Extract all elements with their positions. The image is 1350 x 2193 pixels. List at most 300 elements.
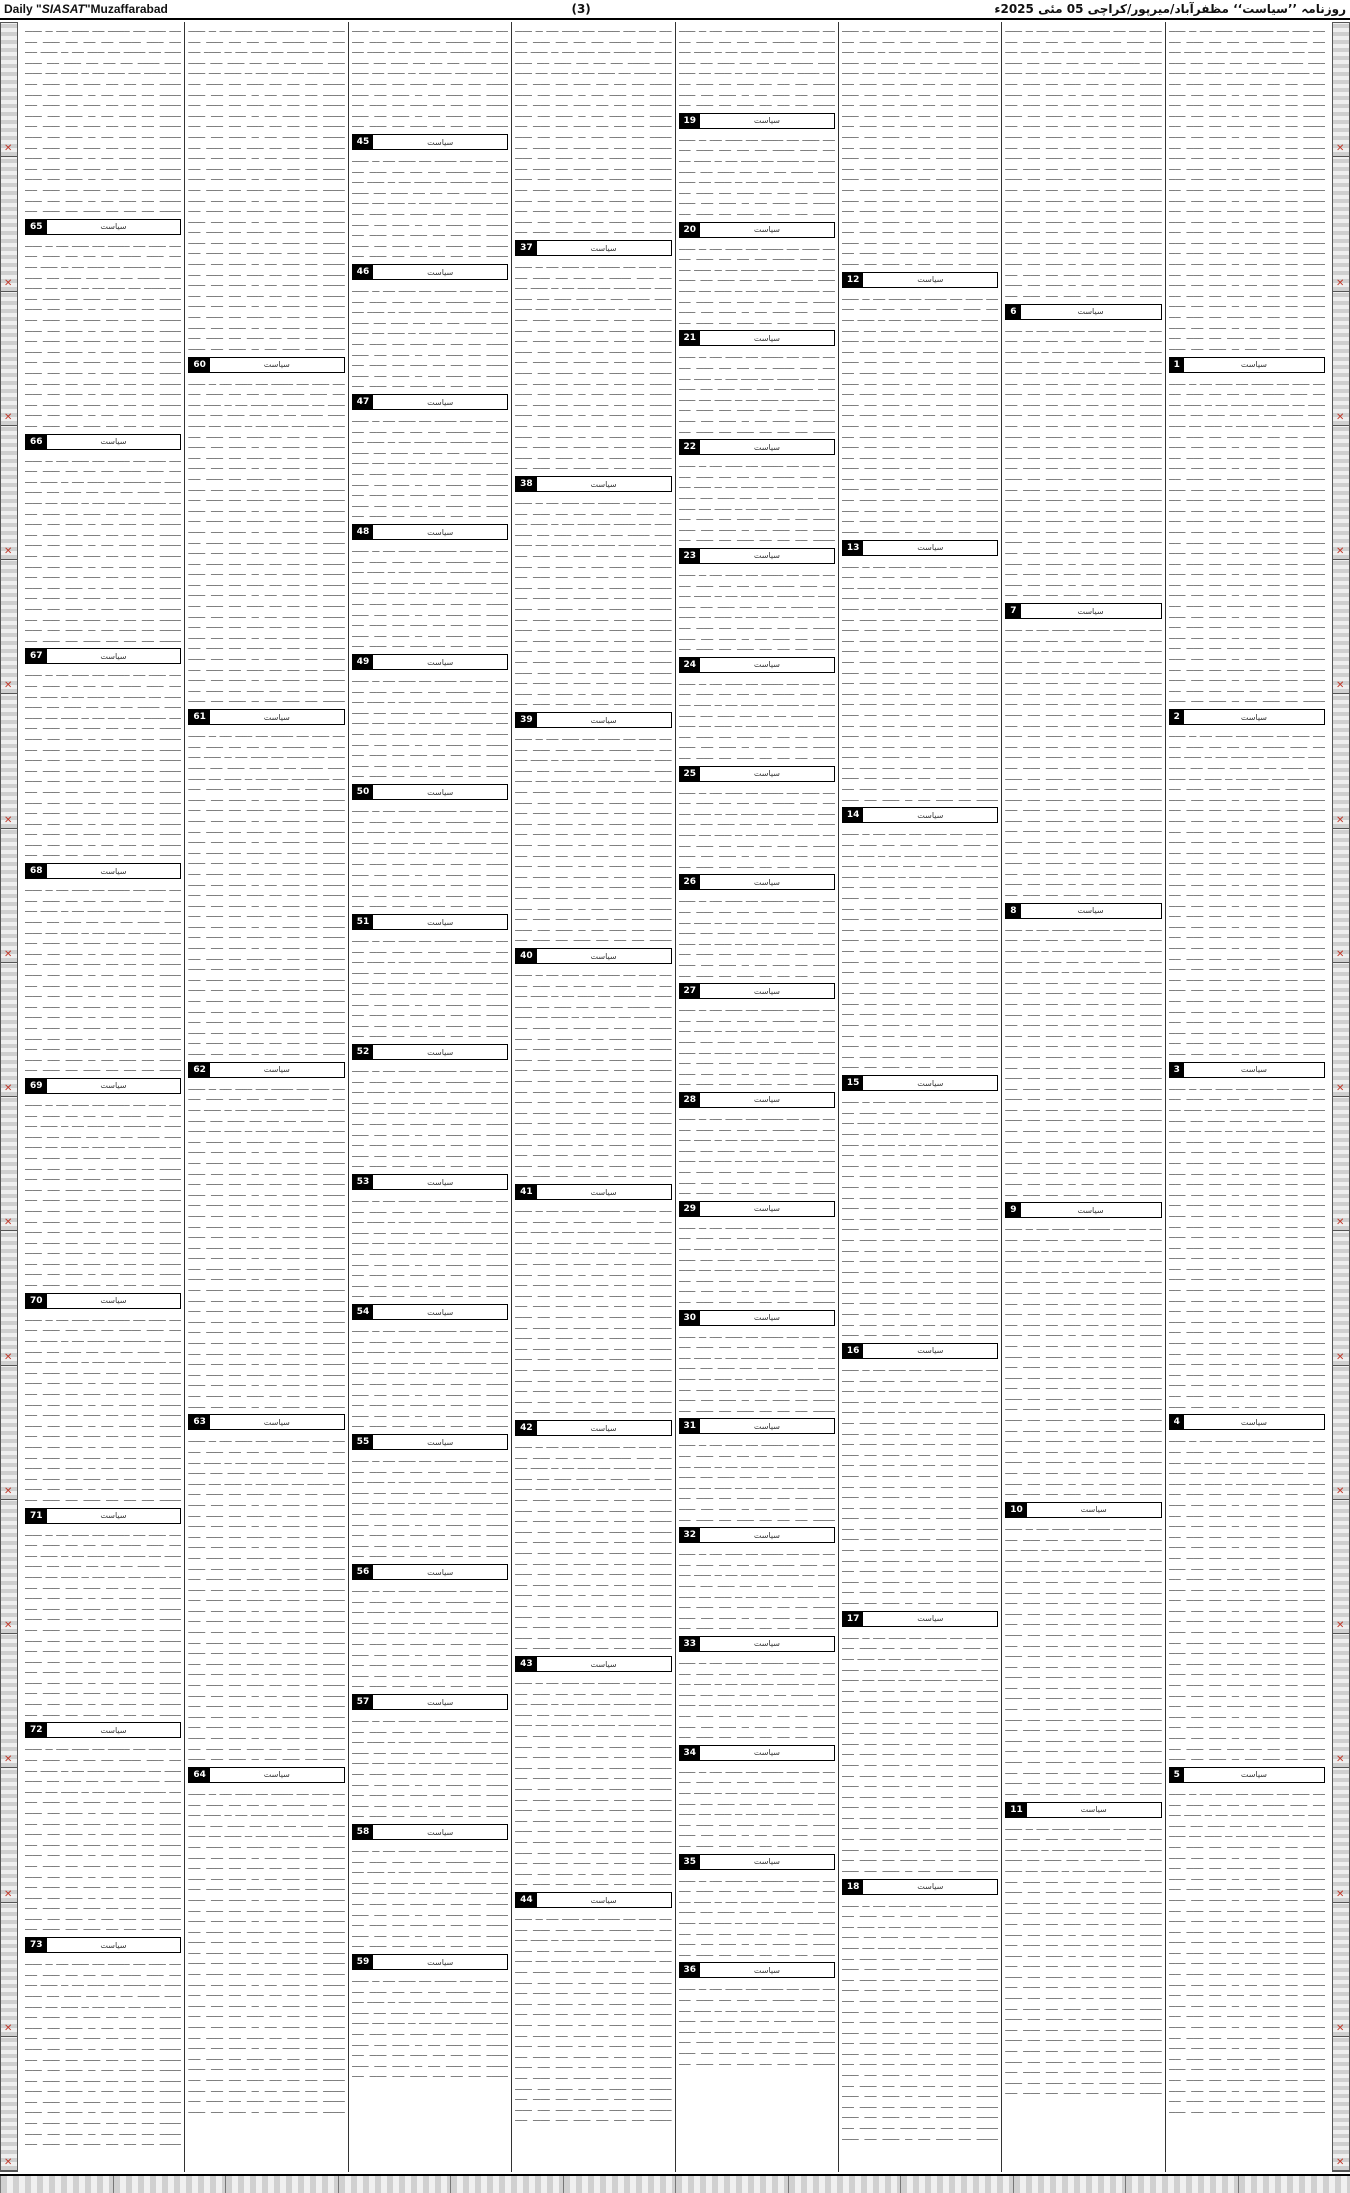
- tag-brand-mark: سیاست: [47, 1296, 181, 1305]
- article-number: 68: [26, 864, 47, 878]
- right-decorative-rail: [1332, 22, 1350, 2172]
- text-column: [184, 22, 347, 2172]
- body-text-placeholder: ـــــ ـــــــ ـــــ ـــــــــ ـــــ ـــــــ ـــــ ـــ ـــــــ ـــــ ـــــــ ـــــــــ ـــــ ـــــ ـــــ ـــــــ ـــــ ـــــــ ـــــ ـــــــــ ـــــ ـــــــ ـــــ ـــ ـــــــ ـــــ ـــــــ ـــــــــ ـــــ ـــــ ـــــ ـــــــ ـــــ ـــــــ ـــــ ـــــــــ ـــــ ـــــــ ـــــ ـــ ـــــــ ـــــ ـــــــ ـــــــــ ـــــ ـــــ ـــــ ـــــــ ـــــ ـــــــ ـــــ ـــــــــ ـــــ ـــــــ ـــــ ـــ ـــــــ ـــــ ـــــــ ـــــــــ ـــــ ـــــ ـــــ ـــــــ ـــــ ـــــــ ـــــ ـــــــــ ـــــ ـــــــ ـــــ ـــ ـــــــ ـــــ ـــــــ ـــــــــ ـــــ ـــــ ـــــ ـــــــ ـــــ ـــــــ ـــــ ـــــــــ ـــــ ـــــــ ـــــ ـــ ـــــــ ـــــ ـــــــ ـــــــــ ـــــ ـــــ ـــــ ـــــــ ـــــ ـــــــ ـــــ ـــــــــ ـــــ ـــــــ ـــــ ـــ ـــــــ ـــــ ـــــــ ـــــــــ ـــــ ـــــ ـــــ ـــــــ ـــــ ـــــــ ـــــ ـــــــــ ـــــ ـــــــ ـــــ ـــ ـــــــ ـــــ ـــــــ ـــــــــ ـــــ ـــــ ـــــ ـــــــ ـــــ ـــــــ ـــــ ـــــــــ ـــــ ـــــــ ـــــ ـــ ـــــــ ـــــ ـــــــ ـــــــــ ـــــ ـــــ ـــــ ـــــــ ـــــ ـــــــ ـــــ ـــــــــ ـــــ ـــــــ ـــــ ـــ ـــــــ ـــــ ـــــــ ـــــــــ ـــــ ـــــ ـــــ ـــــــ ـــــ ـــــــ ـــــ ـــــــــ ـــــ ـــــــ ـــــ ـــ ـــــــ ـــــ ـــــــ ـــــــــ ـــــ ـــــ ـــــ ـــــــ ـــــ ـــــــ ـــــ ـــــــــ ـــــ ـــــــ ـــــ ـــ ـــــــ ـــــ ـــــــ ـــــــــ ـــــ ـــــ ـــــ ـــــــ ـــــ ـــــــ ـــــ ـــــــــ ـــــ ـــــــ ـــــ ـــ ـــــــ ـــــ ـــــــ ـــــــــ ـــــ ـــــ ـــــ ـــــــ ـــــ ـــــــ ـــــ ـــــــــ ـــــ ـــــــ ـــــ ـــ ـــــــ ـــــ ـــــــ ـــــــــ ـــــ ـــــ ـــــ ـــــــ ـــــ ـــــــ ـــــ ـــــــــ ـــــ ـــــــ ـــــ ـــ ـــــــ ـــــ ـــــــ ـــــــــ ـــــ ـــــ ـــــ ـــــــ ـــــ ـــــــ ـــــ ـــــــــ ـــــ ـــــــ ـــــ ـــ ـــــــ ـــــ ـــــــ: [188, 24, 344, 353]
- tag-brand-mark: سیاست: [1184, 360, 1324, 369]
- article-number-tag: [352, 1174, 508, 1190]
- article-number-tag: [352, 524, 508, 540]
- body-text-placeholder: ـــــ ـــــــ ـــــ ـــــــــ ـــــ ـــــــ ـــــ ـــ ـــــــ ـــــ ـــــــ ـــــــــ ـــــ ـــــ ـــــ ـــــــ ـــــ ـــــــ ـــــ ـــــــــ ـــــ ـــــــ ـــــ ـــ ـــــــ ـــــ ـــــــ ـــــــــ ـــــ ـــــ ـــــ ـــــــ ـــــ ـــــــ ـــــ ـــــــــ ـــــ ـــــــ ـــــ ـــ ـــــــ ـــــ ـــــــ ـــــــــ ـــــ ـــــ ـــــ ـــــــ ـــــ ـــــــ ـــــ ـــــــــ ـــــ ـــــــ ـــــ ـــ ـــــــ ـــــ ـــــــ ـــــــــ ـــــ ـــــ ـــــ ـــــــ ـــــ ـــــــ ـــــ ـــــــــ ـــــ ـــــــ ـــــ ـــ ـــــــ ـــــ ـــــــ ـــــــــ ـــــ ـــــ ـــــ ـــــــ ـــــ ـــــــ ـــــ: [352, 1714, 508, 1820]
- tag-brand-mark: سیاست: [47, 1081, 181, 1090]
- article-number: 3: [1170, 1063, 1184, 1077]
- tag-brand-mark: سیاست: [700, 551, 834, 560]
- article-number: 51: [353, 915, 374, 929]
- article-number-tag: [515, 1892, 671, 1908]
- column-grid: [22, 22, 1328, 2172]
- article-number: 41: [516, 1185, 537, 1199]
- footer-segment: [788, 2176, 901, 2193]
- tag-brand-mark: سیاست: [700, 1857, 834, 1866]
- article-number: 73: [26, 1938, 47, 1952]
- tag-brand-mark: سیاست: [373, 1308, 507, 1317]
- article-number-tag: [515, 948, 671, 964]
- article-number: 33: [680, 1637, 701, 1651]
- masthead-prefix: Daily ": [4, 2, 42, 16]
- article-number: 72: [26, 1723, 47, 1737]
- rail-segment: [1, 560, 17, 694]
- tag-brand-mark: سیاست: [1184, 713, 1324, 722]
- text-column: [675, 22, 838, 2172]
- rail-segment: [1, 1768, 17, 1902]
- masthead-bar: [0, 0, 1350, 20]
- article-number-tag: [25, 1078, 181, 1094]
- tag-brand-mark: سیاست: [47, 1726, 181, 1735]
- tag-brand-mark: سیاست: [1027, 1805, 1161, 1814]
- body-text-placeholder: ـــــ ـــــــ ـــــ ـــــــــ ـــــ ـــــــ ـــــ ـــ ـــــــ ـــــ ـــــــ ـــــــــ ـــــ ـــــ ـــــ ـــــــ ـــــ ـــــــ ـــــ ـــــــــ ـــــ ـــــــ ـــــ ـــ ـــــــ ـــــ ـــــــ ـــــــــ ـــــ ـــــ ـــــ ـــــــ ـــــ ـــــــ ـــــ ـــــــــ ـــــ ـــــــ ـــــ ـــ ـــــــ ـــــ ـــــــ ـــــــــ ـــــ ـــــ ـــــ ـــــــ ـــــ ـــــــ ـــــ ـــــــــ ـــــ ـــــــ ـــــ ـــ ـــــــ ـــــ ـــــــ ـــــــــ ـــــ ـــــ ـــــ ـــــــ ـــــ ـــــــ ـــــ ـــــــــ ـــــ ـــــــ ـــــ ـــ ـــــــ ـــــ ـــــــ ـــــــــ ـــــ ـــــ ـــــ ـــــــ ـــــ ـــــــ ـــــ ـــــــــ ـــــ ـــــــ ـــــ ـــ ـــــــ ـــــ ـــــــ ـــــــــ ـــــ ـــــ ـــــ ـــــــ ـــــ ـــــــ ـــــ ـــــــــ ـــــ ـــــــ ـــــ ـــ ـــــــ ـــــ ـــــــ ـــــــــ ـــــ ـــــ ـــــ ـــــــ ـــــ ـــــــ ـــــ ـــــــــ ـــــ ـــــــ ـــــ ـــ ـــــــ ـــــ ـــــــ ـــــــــ ـــــ ـــــ ـــــ ـــــــ ـــــ ـــــــ ـــــ ـــــــــ ـــــ ـــــــ ـــــ ـــ ـــــــ ـــــ ـــــــ ـــــــــ ـــــ ـــــ ـــــ ـــــــ ـــــ ـــــــ ـــــ: [25, 1957, 181, 2148]
- article-number: 23: [680, 549, 701, 563]
- body-text-placeholder: ـــــ ـــــــ ـــــ ـــــــــ ـــــ ـــــــ ـــــ ـــ ـــــــ ـــــ ـــــــ ـــــــــ ـــــ ـــــ ـــــ ـــــــ ـــــ ـــــــ ـــــ ـــــــــ ـــــ ـــــــ ـــــ ـــ ـــــــ ـــــ ـــــــ ـــــــــ ـــــ ـــــ ـــــ ـــــــ ـــــ ـــــــ ـــــ ـــــــــ ـــــ ـــــــ ـــــ ـــ ـــــــ ـــــ ـــــــ ـــــــــ ـــــ ـــــ ـــــ ـــــــ ـــــ ـــــــ ـــــ ـــــــــ ـــــ ـــــــ ـــــ ـــ ـــــــ ـــــ ـــــــ ـــــــــ ـــــ ـــــ ـــــ ـــــــ ـــــ ـــــــ ـــــ ـــــــــ ـــــ ـــــــ ـــــ ـــ ـــــــ ـــــ ـــــــ ـــــــــ ـــــ ـــــ ـــــ ـــــــ ـــــ ـــــــ ـــــ ـــــــــ ـــــ ـــــــ ـــــ ـــ ـــــــ ـــــ ـــــــ ـــــــــ ـــــ ـــــ ـــــ ـــــــ ـــــ ـــــــ ـــــ ـــــــــ ـــــ ـــــــ ـــــ ـــ ـــــــ ـــــ ـــــــ ـــــــــ ـــــ ـــــ ـــــ ـــــــ ـــــ ـــــــ ـــــ ـــــــــ ـــــ ـــــــ ـــــ ـــ ـــــــ ـــــ ـــــــ ـــــــــ ـــــ ـــــ ـــــ ـــــــ ـــــ ـــــــ ـــــ ـــــــــ ـــــ ـــــــ ـــــ ـــ ـــــــ ـــــ ـــــــ ـــــــــ ـــــ ـــــ ـــــ ـــــــ ـــــ ـــــــ ـــــ ـــــــــ ـــــ ـــــــ ـــــ ـــ ـــــــ ـــــ ـــــــ ـــــــــ ـــــ ـــــ ـــــ ـــــــ ـــــ ـــــــ ـــــ ـــــــــ ـــــ ـــــــ ـــــ ـــ ـــــــ ـــــ ـــــــ ـــــــــ ـــــ ـــــ ـــــ ـــــــ ـــــ ـــــــ ـــــ ـــــــــ ـــــ ـــــــ ـــــ ـــ ـــــــ ـــــ ـــــــ: [842, 1095, 998, 1339]
- tag-brand-mark: سیاست: [1184, 1770, 1324, 1779]
- tag-brand-mark: سیاست: [700, 443, 834, 452]
- article-number-tag: [679, 1092, 835, 1108]
- article-number: 14: [843, 808, 864, 822]
- article-number: 32: [680, 1528, 701, 1542]
- rail-segment: [1, 23, 17, 157]
- masthead-brand: SIASAT: [42, 2, 85, 16]
- article-number-tag: [1169, 709, 1325, 725]
- body-text-placeholder: ـــــ ـــــــ ـــــ ـــــــــ ـــــ ـــــــ ـــــ ـــ ـــــــ ـــــ ـــــــ ـــــــــ ـــــ ـــــ ـــــ ـــــــ ـــــ ـــــــ ـــــ ـــــــــ ـــــ ـــــــ ـــــ ـــ ـــــــ ـــــ ـــــــ ـــــــــ ـــــ ـــــ ـــــ ـــــــ ـــــ ـــــــ ـــــ ـــــــــ ـــــ ـــــــ ـــــ ـــ ـــــــ ـــــ ـــــــ ـــــــــ ـــــ ـــــ ـــــ ـــــــ ـــــ ـــــــ ـــــ ـــــــــ ـــــ ـــــــ ـــــ ـــ ـــــــ ـــــ ـــــــ ـــــــــ ـــــ ـــــ ـــــ ـــــــ ـــــ ـــــــ ـــــ: [679, 1003, 835, 1088]
- article-number-tag: [352, 394, 508, 410]
- body-text-placeholder: ـــــ ـــــــ ـــــ ـــــــــ ـــــ ـــــــ ـــــ ـــ ـــــــ ـــــ ـــــــ ـــــــــ ـــــ ـــــ ـــــ ـــــــ ـــــ ـــــــ ـــــ ـــــــــ ـــــ ـــــــ ـــــ ـــ ـــــــ ـــــ ـــــــ ـــــــــ ـــــ ـــــ ـــــ ـــــــ ـــــ ـــــــ ـــــ ـــــــــ ـــــ ـــــــ ـــــ ـــ ـــــــ ـــــ ـــــــ ـــــــــ ـــــ ـــــ ـــــ ـــــــ ـــــ ـــــــ ـــــ ـــــــــ ـــــ ـــــــ ـــــ ـــ ـــــــ ـــــ ـــــــ ـــــــــ ـــــ ـــــ ـــــ ـــــــ ـــــ ـــــــ ـــــ: [679, 1656, 835, 1741]
- body-text-placeholder: ـــــ ـــــــ ـــــ ـــــــــ ـــــ ـــــــ ـــــ ـــ ـــــــ ـــــ ـــــــ ـــــــــ ـــــ ـــــ ـــــ ـــــــ ـــــ ـــــــ ـــــ ـــــــــ ـــــ ـــــــ ـــــ ـــ ـــــــ ـــــ ـــــــ ـــــــــ ـــــ ـــــ ـــــ ـــــــ ـــــ ـــــــ ـــــ ـــــــــ ـــــ ـــــــ ـــــ ـــ ـــــــ ـــــ ـــــــ ـــــــــ ـــــ ـــــ ـــــ ـــــــ ـــــ ـــــــ ـــــ ـــــــــ ـــــ ـــــــ ـــــ ـــ ـــــــ ـــــ ـــــــ ـــــــــ ـــــ ـــــ ـــــ ـــــــ ـــــ ـــــــ ـــــ ـــــــــ ـــــ ـــــــ ـــــ ـــ ـــــــ ـــــ ـــــــ ـــــــــ ـــــ ـــــ ـــــ ـــــــ ـــــ ـــــــ ـــــ: [352, 674, 508, 780]
- body-text-placeholder: ـــــ ـــــــ ـــــ ـــــــــ ـــــ ـــــــ ـــــ ـــ ـــــــ ـــــ ـــــــ ـــــــــ ـــــ ـــــ ـــــ ـــــــ ـــــ ـــــــ ـــــ ـــــــــ ـــــ ـــــــ ـــــ ـــ ـــــــ ـــــ ـــــــ ـــــــــ ـــــ ـــــ ـــــ ـــــــ ـــــ ـــــــ ـــــ ـــــــــ ـــــ ـــــــ ـــــ ـــ ـــــــ ـــــ ـــــــ ـــــــــ ـــــ ـــــ ـــــ ـــــــ ـــــ ـــــــ ـــــ ـــــــــ ـــــ ـــــــ ـــــ ـــ ـــــــ ـــــ ـــــــ ـــــــــ ـــــ ـــــ ـــــ ـــــــ ـــــ ـــــــ ـــــ ـــــــــ ـــــ ـــــــ ـــــ ـــ ـــــــ ـــــ ـــــــ ـــــــــ ـــــ ـــــ ـــــ ـــــــ ـــــ ـــــــ ـــــ: [352, 544, 508, 650]
- article-number: 47: [353, 395, 374, 409]
- rail-segment: [1, 1903, 17, 2037]
- article-number-tag: [25, 648, 181, 664]
- body-text-placeholder: ـــــ ـــــــ ـــــ ـــــــــ ـــــ ـــــــ ـــــ ـــ ـــــــ ـــــ ـــــــ ـــــــــ ـــــ ـــــ ـــــ ـــــــ ـــــ ـــــــ ـــــ ـــــــــ ـــــ ـــــــ ـــــ ـــ ـــــــ ـــــ ـــــــ ـــــــــ ـــــ ـــــ ـــــ ـــــــ ـــــ ـــــــ ـــــ ـــــــــ ـــــ ـــــــ ـــــ ـــ ـــــــ ـــــ ـــــــ ـــــــــ ـــــ ـــــ ـــــ ـــــــ ـــــ ـــــــ ـــــ ـــــــــ ـــــ ـــــــ ـــــ ـــ ـــــــ ـــــ ـــــــ ـــــــــ ـــــ ـــــ ـــــ ـــــــ ـــــ ـــــــ ـــــ ـــــــــ ـــــ ـــــــ ـــــ ـــ ـــــــ ـــــ ـــــــ ـــــــــ ـــــ ـــــ ـــــ ـــــــ ـــــ ـــــــ ـــــ: [352, 1454, 508, 1560]
- tag-brand-mark: سیاست: [1184, 1418, 1324, 1427]
- rail-segment: [1333, 1366, 1349, 1500]
- tag-brand-mark: سیاست: [537, 952, 671, 961]
- body-text-placeholder: ـــــ ـــــــ ـــــ ـــــــــ ـــــ ـــــــ ـــــ ـــ ـــــــ ـــــ ـــــــ ـــــــــ ـــــ ـــــ ـــــ ـــــــ ـــــ ـــــــ ـــــ ـــــــــ ـــــ ـــــــ ـــــ ـــ ـــــــ ـــــ ـــــــ ـــــــــ ـــــ ـــــ ـــــ ـــــــ ـــــ ـــــــ ـــــ ـــــــــ ـــــ ـــــــ ـــــ ـــ ـــــــ ـــــ ـــــــ ـــــــــ ـــــ ـــــ ـــــ ـــــــ ـــــ ـــــــ ـــــ ـــــــــ ـــــ ـــــــ ـــــ ـــ ـــــــ ـــــ ـــــــ ـــــــــ ـــــ ـــــ ـــــ ـــــــ ـــــ ـــــــ ـــــ: [679, 459, 835, 544]
- article-number: 54: [353, 1305, 374, 1319]
- body-text-placeholder: ـــــ ـــــــ ـــــ ـــــــــ ـــــ ـــــــ ـــــ ـــ ـــــــ ـــــ ـــــــ ـــــــــ ـــــ ـــــ ـــــ ـــــــ ـــــ ـــــــ ـــــ ـــــــــ ـــــ ـــــــ ـــــ ـــ ـــــــ ـــــ ـــــــ ـــــــــ ـــــ ـــــ ـــــ ـــــــ ـــــ ـــــــ ـــــ ـــــــــ ـــــ ـــــــ ـــــ ـــ ـــــــ ـــــ ـــــــ ـــــــــ ـــــ ـــــ ـــــ ـــــــ ـــــ ـــــــ ـــــ ـــــــــ ـــــ ـــــــ ـــــ ـــ ـــــــ ـــــ ـــــــ ـــــــــ ـــــ ـــــ ـــــ ـــــــ ـــــ ـــــــ ـــــ: [679, 133, 835, 218]
- tag-brand-mark: سیاست: [863, 1614, 997, 1623]
- rail-segment: [1, 963, 17, 1097]
- article-number-tag: [1005, 1502, 1161, 1518]
- footer-segment: [675, 2176, 788, 2193]
- article-number-tag: [842, 1611, 998, 1627]
- article-number: 56: [353, 1565, 374, 1579]
- article-number-tag: [1005, 603, 1161, 619]
- page-number: (3): [571, 2, 590, 16]
- article-number: 62: [189, 1063, 210, 1077]
- article-number-tag: [679, 1201, 835, 1217]
- rail-segment: [1333, 1231, 1349, 1365]
- footer-segment: [563, 2176, 676, 2193]
- article-number: 37: [516, 241, 537, 255]
- text-column: [838, 22, 1001, 2172]
- tag-brand-mark: سیاست: [537, 480, 671, 489]
- body-text-placeholder: ـــــ ـــــــ ـــــ ـــــــــ ـــــ ـــــــ ـــــ ـــ ـــــــ ـــــ ـــــــ ـــــــــ ـــــ ـــــ ـــــ ـــــــ ـــــ ـــــــ ـــــ ـــــــــ ـــــ ـــــــ ـــــ ـــ ـــــــ ـــــ ـــــــ ـــــــــ ـــــ ـــــ ـــــ ـــــــ ـــــ ـــــــ ـــــ ـــــــــ ـــــ ـــــــ ـــــ ـــ ـــــــ ـــــ ـــــــ ـــــــــ ـــــ ـــــ ـــــ ـــــــ ـــــ ـــــــ ـــــ ـــــــــ ـــــ ـــــــ ـــــ ـــ ـــــــ ـــــ ـــــــ ـــــــــ ـــــ ـــــ ـــــ ـــــــ ـــــ ـــــــ ـــــ ـــــــــ ـــــ ـــــــ ـــــ ـــ ـــــــ ـــــ ـــــــ ـــــــــ ـــــ ـــــ ـــــ ـــــــ ـــــ ـــــــ ـــــ ـــــــــ ـــــ ـــــــ ـــــ ـــ ـــــــ ـــــ ـــــــ ـــــــــ ـــــ ـــــ ـــــ ـــــــ ـــــ ـــــــ ـــــ ـــــــــ ـــــ ـــــــ ـــــ ـــ ـــــــ ـــــ ـــــــ ـــــــــ ـــــ ـــــ ـــــ ـــــــ ـــــ ـــــــ ـــــ ـــــــــ ـــــ ـــــــ ـــــ ـــ ـــــــ ـــــ ـــــــ ـــــــــ ـــــ ـــــ ـــــ ـــــــ ـــــ ـــــــ ـــــ ـــــــــ ـــــ ـــــــ ـــــ ـــ ـــــــ ـــــ ـــــــ ـــــــــ ـــــ ـــــ ـــــ ـــــــ ـــــ ـــــــ ـــــ ـــــــــ ـــــ ـــــــ ـــــ ـــ ـــــــ ـــــ ـــــــ ـــــــــ ـــــ ـــــ ـــــ ـــــــ ـــــ ـــــــ ـــــ: [515, 1912, 671, 2124]
- article-number-tag: [1169, 1414, 1325, 1430]
- article-number: 5: [1170, 1768, 1184, 1782]
- tag-brand-mark: سیاست: [537, 716, 671, 725]
- article-number: 65: [26, 220, 47, 234]
- article-number-tag: [679, 657, 835, 673]
- body-text-placeholder: ـــــ ـــــــ ـــــ ـــــــــ ـــــ ـــــــ ـــــ ـــ ـــــــ ـــــ ـــــــ ـــــــــ ـــــ ـــــ ـــــ ـــــــ ـــــ ـــــــ ـــــ ـــــــــ ـــــ ـــــــ ـــــ ـــ ـــــــ ـــــ ـــــــ ـــــــــ ـــــ ـــــ ـــــ ـــــــ ـــــ ـــــــ ـــــ ـــــــــ ـــــ ـــــــ ـــــ ـــ ـــــــ ـــــ ـــــــ ـــــــــ ـــــ ـــــ ـــــ ـــــــ ـــــ ـــــــ ـــــ ـــــــــ ـــــ ـــــــ ـــــ ـــ ـــــــ ـــــ ـــــــ ـــــــــ ـــــ ـــــ ـــــ ـــــــ ـــــ ـــــــ ـــــ ـــــــــ ـــــ ـــــــ ـــــ ـــ ـــــــ ـــــ ـــــــ ـــــــــ ـــــ ـــــ ـــــ ـــــــ ـــــ ـــــــ ـــــ: [352, 284, 508, 390]
- footer-segment: [450, 2176, 563, 2193]
- article-number-tag: [188, 1767, 344, 1783]
- rail-segment: [1333, 292, 1349, 426]
- rail-segment: [1333, 1634, 1349, 1768]
- article-number: 70: [26, 1294, 47, 1308]
- body-text-placeholder: ـــــ ـــــــ ـــــ ـــــــــ ـــــ ـــــــ ـــــ ـــ ـــــــ ـــــ ـــــــ ـــــــــ ـــــ ـــــ ـــــ ـــــــ ـــــ ـــــــ ـــــ ـــــــــ ـــــ ـــــــ ـــــ ـــ ـــــــ ـــــ ـــــــ ـــــــــ ـــــ ـــــ ـــــ ـــــــ ـــــ ـــــــ ـــــ ـــــــــ ـــــ ـــــــ ـــــ ـــ ـــــــ ـــــ ـــــــ ـــــــــ ـــــ ـــــ ـــــ ـــــــ ـــــ ـــــــ ـــــ ـــــــــ ـــــ ـــــــ ـــــ ـــ ـــــــ ـــــ ـــــــ ـــــــــ ـــــ ـــــ ـــــ ـــــــ ـــــ ـــــــ ـــــ: [679, 1221, 835, 1306]
- tag-brand-mark: سیاست: [700, 1313, 834, 1322]
- article-number: 55: [353, 1435, 374, 1449]
- tag-brand-mark: سیاست: [210, 360, 344, 369]
- article-number: 13: [843, 541, 864, 555]
- body-text-placeholder: ـــــ ـــــــ ـــــ ـــــــــ ـــــ ـــــــ ـــــ ـــ ـــــــ ـــــ ـــــــ ـــــــــ ـــــ ـــــ ـــــ ـــــــ ـــــ ـــــــ ـــــ ـــــــــ ـــــ ـــــــ ـــــ ـــ ـــــــ ـــــ ـــــــ ـــــــــ ـــــ ـــــ ـــــ ـــــــ ـــــ ـــــــ ـــــ ـــــــــ ـــــ ـــــــ ـــــ ـــ ـــــــ ـــــ ـــــــ ـــــــــ ـــــ ـــــ ـــــ ـــــــ ـــــ ـــــــ ـــــ ـــــــــ ـــــ ـــــــ ـــــ ـــ ـــــــ ـــــ ـــــــ ـــــــــ ـــــ ـــــ ـــــ ـــــــ ـــــ ـــــــ ـــــ: [679, 1982, 835, 2067]
- rail-segment: [1, 1231, 17, 1365]
- article-number: 61: [189, 710, 210, 724]
- rail-segment: [1, 157, 17, 291]
- tag-brand-mark: سیاست: [1027, 1505, 1161, 1514]
- footer-segment: [900, 2176, 1013, 2193]
- article-number: 67: [26, 649, 47, 663]
- article-number-tag: [679, 330, 835, 346]
- body-text-placeholder: ـــــ ـــــــ ـــــ ـــــــــ ـــــ ـــــــ ـــــ ـــ ـــــــ ـــــ ـــــــ ـــــــــ ـــــ ـــــ ـــــ ـــــــ ـــــ ـــــــ ـــــ ـــــــــ ـــــ ـــــــ ـــــ ـــ ـــــــ ـــــ ـــــــ ـــــــــ ـــــ ـــــ ـــــ ـــــــ ـــــ ـــــــ ـــــ ـــــــــ ـــــ ـــــــ ـــــ ـــ ـــــــ ـــــ ـــــــ ـــــــــ ـــــ ـــــ ـــــ ـــــــ ـــــ ـــــــ ـــــ ـــــــــ ـــــ ـــــــ ـــــ ـــ ـــــــ ـــــ ـــــــ ـــــــــ ـــــ ـــــ ـــــ ـــــــ ـــــ ـــــــ ـــــ: [679, 894, 835, 979]
- tag-brand-mark: سیاست: [700, 1422, 834, 1431]
- tag-brand-mark: سیاست: [210, 1418, 344, 1427]
- body-text-placeholder: ـــــ ـــــــ ـــــ ـــــــــ ـــــ ـــــــ ـــــ ـــ ـــــــ ـــــ ـــــــ ـــــــــ ـــــ ـــــ ـــــ ـــــــ ـــــ ـــــــ ـــــ ـــــــــ ـــــ ـــــــ ـــــ ـــ ـــــــ ـــــ ـــــــ ـــــــــ ـــــ ـــــ ـــــ ـــــــ ـــــ ـــــــ ـــــ ـــــــــ ـــــ ـــــــ ـــــ ـــ ـــــــ ـــــ ـــــــ ـــــــــ ـــــ ـــــ ـــــ ـــــــ ـــــ ـــــــ ـــــ ـــــــــ ـــــ ـــــــ ـــــ ـــ ـــــــ ـــــ ـــــــ ـــــــــ ـــــ ـــــ ـــــ ـــــــ ـــــ ـــــــ ـــــ ـــــــــ ـــــ ـــــــ ـــــ ـــ ـــــــ ـــــ ـــــــ ـــــــــ ـــــ ـــــ ـــــ ـــــــ ـــــ ـــــــ ـــــ ـــــــــ ـــــ ـــــــ ـــــ ـــ ـــــــ ـــــ ـــــــ ـــــــــ ـــــ ـــــ ـــــ ـــــــ ـــــ ـــــــ ـــــ ـــــــــ ـــــ ـــــــ ـــــ ـــ ـــــــ ـــــ ـــــــ ـــــــــ ـــــ ـــــ ـــــ ـــــــ ـــــ ـــــــ ـــــ ـــــــــ ـــــ ـــــــ ـــــ ـــ ـــــــ ـــــ ـــــــ ـــــــــ ـــــ ـــــ ـــــ ـــــــ ـــــ ـــــــ ـــــ ـــــــــ ـــــ ـــــــ ـــــ ـــ ـــــــ ـــــ ـــــــ ـــــــــ ـــــ ـــــ ـــــ ـــــــ ـــــ ـــــــ ـــــ ـــــــــ ـــــ ـــــــ ـــــ ـــ ـــــــ ـــــ ـــــــ ـــــــــ ـــــ ـــــ ـــــ ـــــــ ـــــ ـــــــ ـــــ: [515, 496, 671, 708]
- rail-segment: [1, 1366, 17, 1500]
- tag-brand-mark: سیاست: [210, 1065, 344, 1074]
- tag-brand-mark: سیاست: [47, 652, 181, 661]
- body-text-placeholder: ـــــ ـــــــ ـــــ ـــــــــ ـــــ ـــــــ ـــــ ـــ ـــــــ ـــــ ـــــــ ـــــــــ ـــــ ـــــ ـــــ ـــــــ ـــــ ـــــــ ـــــ ـــــــــ ـــــ ـــــــ ـــــ ـــ ـــــــ ـــــ ـــــــ ـــــــــ ـــــ ـــــ ـــــ ـــــــ ـــــ ـــــــ ـــــ ـــــــــ ـــــ ـــــــ ـــــ ـــ ـــــــ ـــــ ـــــــ ـــــــــ ـــــ ـــــ ـــــ ـــــــ ـــــ ـــــــ ـــــ ـــــــــ ـــــ ـــــــ ـــــ ـــ ـــــــ ـــــ ـــــــ ـــــــــ ـــــ ـــــ ـــــ ـــــــ ـــــ ـــــــ ـــــ ـــــــــ ـــــ ـــــــ ـــــ ـــ ـــــــ ـــــ ـــــــ ـــــــــ ـــــ ـــــ ـــــ ـــــــ ـــــ ـــــــ ـــــ ـــــــــ ـــــ ـــــــ ـــــ ـــ ـــــــ ـــــ ـــــــ ـــــــــ ـــــ ـــــ ـــــ ـــــــ ـــــ ـــــــ ـــــ ـــــــــ ـــــ ـــــــ ـــــ ـــ ـــــــ ـــــ ـــــــ ـــــــــ ـــــ ـــــ ـــــ ـــــــ ـــــ ـــــــ ـــــ ـــــــــ ـــــ ـــــــ ـــــ ـــ ـــــــ ـــــ ـــــــ ـــــــــ ـــــ ـــــ ـــــ ـــــــ ـــــ ـــــــ ـــــ ـــــــــ ـــــ ـــــــ ـــــ ـــ ـــــــ ـــــ ـــــــ ـــــــــ ـــــ ـــــ ـــــ ـــــــ ـــــ ـــــــ ـــــ ـــــــــ ـــــ ـــــــ ـــــ ـــ ـــــــ ـــــ ـــــــ ـــــــــ ـــــ ـــــ ـــــ ـــــــ ـــــ ـــــــ ـــــ ـــــــــ ـــــ ـــــــ ـــــ ـــ ـــــــ ـــــ ـــــــ ـــــــــ ـــــ ـــــ ـــــ ـــــــ ـــــ ـــــــ ـــــ ـــــــــ ـــــ ـــــــ ـــــ ـــ ـــــــ ـــــ ـــــــ: [842, 24, 998, 268]
- tag-brand-mark: سیاست: [1021, 906, 1161, 915]
- article-number: 4: [1170, 1415, 1184, 1429]
- body-text-placeholder: ـــــ ـــــــ ـــــ ـــــــــ ـــــ ـــــــ ـــــ ـــ ـــــــ ـــــ ـــــــ ـــــــــ ـــــ ـــــ ـــــ ـــــــ ـــــ ـــــــ ـــــ ـــــــــ ـــــ ـــــــ ـــــ ـــ ـــــــ ـــــ ـــــــ ـــــــــ ـــــ ـــــ ـــــ ـــــــ ـــــ ـــــــ ـــــ ـــــــــ ـــــ ـــــــ ـــــ ـــ ـــــــ ـــــ ـــــــ ـــــــــ ـــــ ـــــ ـــــ ـــــــ ـــــ ـــــــ ـــــ ـــــــــ ـــــ ـــــــ ـــــ ـــ ـــــــ ـــــ ـــــــ ـــــــــ ـــــ ـــــ ـــــ ـــــــ ـــــ ـــــــ ـــــ: [679, 677, 835, 762]
- article-number: 50: [353, 785, 374, 799]
- article-number: 21: [680, 331, 701, 345]
- tag-brand-mark: سیاست: [863, 1882, 997, 1891]
- footer-segment: [1125, 2176, 1238, 2193]
- article-number-tag: [352, 1304, 508, 1320]
- article-number: 58: [353, 1825, 374, 1839]
- tag-brand-mark: سیاست: [537, 244, 671, 253]
- body-text-placeholder: ـــــ ـــــــ ـــــ ـــــــــ ـــــ ـــــــ ـــــ ـــ ـــــــ ـــــ ـــــــ ـــــــــ ـــــ ـــــ ـــــ ـــــــ ـــــ ـــــــ ـــــ ـــــــــ ـــــ ـــــــ ـــــ ـــ ـــــــ ـــــ ـــــــ ـــــــــ ـــــ ـــــ ـــــ ـــــــ ـــــ ـــــــ ـــــ ـــــــــ ـــــ ـــــــ ـــــ ـــ ـــــــ ـــــ ـــــــ ـــــــــ ـــــ ـــــ ـــــ ـــــــ ـــــ ـــــــ ـــــ ـــــــــ ـــــ ـــــــ ـــــ ـــ ـــــــ ـــــ ـــــــ ـــــــــ ـــــ ـــــ ـــــ ـــــــ ـــــ ـــــــ ـــــ ـــــــــ ـــــ ـــــــ ـــــ ـــ ـــــــ ـــــ ـــــــ ـــــــــ ـــــ ـــــ ـــــ ـــــــ ـــــ ـــــــ ـــــ ـــــــــ ـــــ ـــــــ ـــــ ـــ ـــــــ ـــــ ـــــــ ـــــــــ ـــــ ـــــ ـــــ ـــــــ ـــــ ـــــــ ـــــ ـــــــــ ـــــ ـــــــ ـــــ ـــ ـــــــ ـــــ ـــــــ ـــــــــ ـــــ ـــــ ـــــ ـــــــ ـــــ ـــــــ ـــــ ـــــــــ ـــــ ـــــــ ـــــ ـــ ـــــــ ـــــ ـــــــ ـــــــــ ـــــ ـــــ ـــــ ـــــــ ـــــ ـــــــ ـــــ ـــــــــ ـــــ ـــــــ ـــــ ـــ ـــــــ ـــــ ـــــــ ـــــــــ ـــــ ـــــ ـــــ ـــــــ ـــــ ـــــــ ـــــ ـــــــــ ـــــ ـــــــ ـــــ ـــ ـــــــ ـــــ ـــــــ ـــــــــ ـــــ ـــــ ـــــ ـــــــ ـــــ ـــــــ ـــــ ـــــــــ ـــــ ـــــــ ـــــ ـــ ـــــــ ـــــ ـــــــ ـــــــــ ـــــ ـــــ ـــــ ـــــــ ـــــ ـــــــ ـــــ ـــــــــ ـــــ ـــــــ ـــــ ـــ ـــــــ ـــــ ـــــــ ـــــــــ ـــــ ـــــ ـــــ ـــــــ ـــــ ـــــــ ـــــ ـــــــــ ـــــ ـــــــ ـــــ ـــ ـــــــ ـــــ ـــــــ ـــــــــ ـــــ ـــــ ـــــ ـــــــ ـــــ ـــــــ ـــــ ـــــــــ ـــــ ـــــــ ـــــ ـــ ـــــــ ـــــ ـــــــ ـــــــــ ـــــ ـــــ ـــــ ـــــــ ـــــ ـــــــ ـــــ ـــــــــ ـــــ ـــــــ ـــــ ـــ ـــــــ ـــــ ـــــــ ـــــــــ ـــــ ـــــ ـــــ ـــــــ ـــــ ـــــــ ـــــ ـــــــــ ـــــ ـــــــ ـــــ ـــ ـــــــ ـــــ ـــــــ: [188, 377, 344, 706]
- tag-brand-mark: سیاست: [700, 987, 834, 996]
- body-text-placeholder: ـــــ ـــــــ ـــــ ـــــــــ ـــــ ـــــــ ـــــ ـــ ـــــــ ـــــ ـــــــ ـــــــــ ـــــ ـــــ ـــــ ـــــــ ـــــ ـــــــ ـــــ ـــــــــ ـــــ ـــــــ ـــــ ـــ ـــــــ ـــــ ـــــــ ـــــــــ ـــــ ـــــ ـــــ ـــــــ ـــــ ـــــــ ـــــ ـــــــــ ـــــ ـــــــ ـــــ ـــ ـــــــ ـــــ ـــــــ ـــــــــ ـــــ ـــــ ـــــ ـــــــ ـــــ ـــــــ ـــــ ـــــــــ ـــــ ـــــــ ـــــ ـــ ـــــــ ـــــ ـــــــ ـــــــــ ـــــ ـــــ ـــــ ـــــــ ـــــ ـــــــ ـــــ ـــــــــ ـــــ ـــــــ ـــــ ـــ ـــــــ ـــــ ـــــــ ـــــــــ ـــــ ـــــ ـــــ ـــــــ ـــــ ـــــــ ـــــ: [352, 1974, 508, 2080]
- body-text-placeholder: ـــــ ـــــــ ـــــ ـــــــــ ـــــ ـــــــ ـــــ ـــ ـــــــ ـــــ ـــــــ ـــــــــ ـــــ ـــــ ـــــ ـــــــ ـــــ ـــــــ ـــــ ـــــــــ ـــــ ـــــــ ـــــ ـــ ـــــــ ـــــ ـــــــ ـــــــــ ـــــ ـــــ ـــــ ـــــــ ـــــ ـــــــ ـــــ ـــــــــ ـــــ ـــــــ ـــــ ـــ ـــــــ ـــــ ـــــــ ـــــــــ ـــــ ـــــ ـــــ ـــــــ ـــــ ـــــــ ـــــ ـــــــــ ـــــ ـــــــ ـــــ ـــ ـــــــ ـــــ ـــــــ ـــــــــ ـــــ ـــــ ـــــ ـــــــ ـــــ ـــــــ ـــــ ـــــــــ ـــــ ـــــــ ـــــ ـــ ـــــــ ـــــ ـــــــ ـــــــــ ـــــ ـــــ ـــــ ـــــــ ـــــ ـــــــ ـــــ ـــــــــ ـــــ ـــــــ ـــــ ـــ ـــــــ ـــــ ـــــــ ـــــــــ ـــــ ـــــ ـــــ ـــــــ ـــــ ـــــــ ـــــ ـــــــــ ـــــ ـــــــ ـــــ ـــ ـــــــ ـــــ ـــــــ ـــــــــ ـــــ ـــــ ـــــ ـــــــ ـــــ ـــــــ ـــــ ـــــــــ ـــــ ـــــــ ـــــ ـــ ـــــــ ـــــ ـــــــ ـــــــــ ـــــ ـــــ ـــــ ـــــــ ـــــ ـــــــ ـــــ ـــــــــ ـــــ ـــــــ ـــــ ـــ ـــــــ ـــــ ـــــــ ـــــــــ ـــــ ـــــ ـــــ ـــــــ ـــــ ـــــــ ـــــ ـــــــــ ـــــ ـــــــ ـــــ ـــ ـــــــ ـــــ ـــــــ ـــــــــ ـــــ ـــــ ـــــ ـــــــ ـــــ ـــــــ ـــــ ـــــــــ ـــــ ـــــــ ـــــ ـــ ـــــــ ـــــ ـــــــ ـــــــــ ـــــ ـــــ ـــــ ـــــــ ـــــ ـــــــ ـــــ ـــــــــ ـــــ ـــــــ ـــــ ـــ ـــــــ ـــــ ـــــــ: [842, 292, 998, 536]
- left-decorative-rail: [0, 22, 18, 2172]
- tag-brand-mark: سیاست: [373, 658, 507, 667]
- body-text-placeholder: ـــــ ـــــــ ـــــ ـــــــــ ـــــ ـــــــ ـــــ ـــ ـــــــ ـــــ ـــــــ ـــــــــ ـــــ ـــــ ـــــ ـــــــ ـــــ ـــــــ ـــــ ـــــــــ ـــــ ـــــــ ـــــ ـــ ـــــــ ـــــ ـــــــ ـــــــــ ـــــ ـــــ ـــــ ـــــــ ـــــ ـــــــ ـــــ ـــــــــ ـــــ ـــــــ ـــــ ـــ ـــــــ ـــــ ـــــــ ـــــــــ ـــــ ـــــ ـــــ ـــــــ ـــــ ـــــــ ـــــ ـــــــــ ـــــ ـــــــ ـــــ ـــ ـــــــ ـــــ ـــــــ ـــــــــ ـــــ ـــــ ـــــ ـــــــ ـــــ ـــــــ ـــــ ـــــــــ ـــــ ـــــــ ـــــ ـــ ـــــــ ـــــ ـــــــ ـــــــــ ـــــ ـــــ ـــــ ـــــــ ـــــ ـــــــ ـــــ: [352, 934, 508, 1040]
- rail-segment: [1333, 560, 1349, 694]
- article-number: 40: [516, 949, 537, 963]
- rail-segment: [1, 694, 17, 828]
- article-number: 34: [680, 1746, 701, 1760]
- article-number-tag: [25, 219, 181, 235]
- tag-brand-mark: سیاست: [47, 867, 181, 876]
- body-text-placeholder: ـــــ ـــــــ ـــــ ـــــــــ ـــــ ـــــــ ـــــ ـــ ـــــــ ـــــ ـــــــ ـــــــــ ـــــ ـــــ ـــــ ـــــــ ـــــ ـــــــ ـــــ ـــــــــ ـــــ ـــــــ ـــــ ـــ ـــــــ ـــــ ـــــــ ـــــــــ ـــــ ـــــ ـــــ ـــــــ ـــــ ـــــــ ـــــ ـــــــــ ـــــ ـــــــ ـــــ ـــ ـــــــ ـــــ ـــــــ ـــــــــ ـــــ ـــــ ـــــ ـــــــ ـــــ ـــــــ ـــــ ـــــــــ ـــــ ـــــــ ـــــ ـــ ـــــــ ـــــ ـــــــ ـــــــــ ـــــ ـــــ ـــــ ـــــــ ـــــ ـــــــ ـــــ ـــــــــ ـــــ ـــــــ ـــــ ـــ ـــــــ ـــــ ـــــــ ـــــــــ ـــــ ـــــ ـــــ ـــــــ ـــــ ـــــــ ـــــ: [352, 1844, 508, 1950]
- article-number: 17: [843, 1612, 864, 1626]
- body-text-placeholder: ـــــ ـــــــ ـــــ ـــــــــ ـــــ ـــــــ ـــــ ـــ ـــــــ ـــــ ـــــــ ـــــــــ ـــــ ـــــ ـــــ ـــــــ ـــــ ـــــــ ـــــ ـــــــــ ـــــ ـــــــ ـــــ ـــ ـــــــ ـــــ ـــــــ ـــــــــ ـــــ ـــــ ـــــ ـــــــ ـــــ ـــــــ ـــــ ـــــــــ ـــــ ـــــــ ـــــ ـــ ـــــــ ـــــ ـــــــ ـــــــــ ـــــ ـــــ ـــــ ـــــــ ـــــ ـــــــ ـــــ ـــــــــ ـــــ ـــــــ ـــــ ـــ ـــــــ ـــــ ـــــــ ـــــــــ ـــــ ـــــ ـــــ ـــــــ ـــــ ـــــــ ـــــ ـــــــــ ـــــ ـــــــ ـــــ ـــ ـــــــ ـــــ ـــــــ ـــــــــ ـــــ ـــــ ـــــ ـــــــ ـــــ ـــــــ ـــــ ـــــــــ ـــــ ـــــــ ـــــ ـــ ـــــــ ـــــ ـــــــ ـــــــــ ـــــ ـــــ ـــــ ـــــــ ـــــ ـــــــ ـــــ ـــــــــ ـــــ ـــــــ ـــــ ـــ ـــــــ ـــــ ـــــــ ـــــــــ ـــــ ـــــ ـــــ ـــــــ ـــــ ـــــــ ـــــ ـــــــــ ـــــ ـــــــ ـــــ ـــ ـــــــ ـــــ ـــــــ ـــــــــ ـــــ ـــــ ـــــ ـــــــ ـــــ ـــــــ ـــــ ـــــــــ ـــــ ـــــــ ـــــ ـــ ـــــــ ـــــ ـــــــ ـــــــــ ـــــ ـــــ ـــــ ـــــــ ـــــ ـــــــ ـــــ ـــــــــ ـــــ ـــــــ ـــــ ـــ ـــــــ ـــــ ـــــــ ـــــــــ ـــــ ـــــ ـــــ ـــــــ ـــــ ـــــــ ـــــ ـــــــــ ـــــ ـــــــ ـــــ ـــ ـــــــ ـــــ ـــــــ ـــــــــ ـــــ ـــــ ـــــ ـــــــ ـــــ ـــــــ ـــــ ـــــــــ ـــــ ـــــــ ـــــ ـــ ـــــــ ـــــ ـــــــ ـــــــــ ـــــ ـــــ ـــــ ـــــــ ـــــ ـــــــ ـــــ ـــــــــ ـــــ ـــــــ ـــــ ـــ ـــــــ ـــــ ـــــــ ـــــــــ ـــــ ـــــ ـــــ ـــــــ ـــــ ـــــــ ـــــ: [1005, 1822, 1161, 2098]
- article-number: 25: [680, 767, 701, 781]
- masthead-english: [4, 2, 168, 16]
- article-number: 24: [680, 658, 701, 672]
- article-number-tag: [679, 1854, 835, 1870]
- article-number-tag: [679, 1310, 835, 1326]
- body-text-placeholder: ـــــ ـــــــ ـــــ ـــــــــ ـــــ ـــــــ ـــــ ـــ ـــــــ ـــــ ـــــــ ـــــــــ ـــــ ـــــ ـــــ ـــــــ ـــــ ـــــــ ـــــ ـــــــــ ـــــ ـــــــ ـــــ ـــ ـــــــ ـــــ ـــــــ ـــــــــ ـــــ ـــــ ـــــ ـــــــ ـــــ ـــــــ ـــــ ـــــــــ ـــــ ـــــــ ـــــ ـــ ـــــــ ـــــ ـــــــ ـــــــــ ـــــ ـــــ ـــــ ـــــــ ـــــ ـــــــ ـــــ ـــــــــ ـــــ ـــــــ ـــــ ـــ ـــــــ ـــــ ـــــــ ـــــــــ ـــــ ـــــ ـــــ ـــــــ ـــــ ـــــــ ـــــ: [679, 1765, 835, 1850]
- article-number-tag: [1169, 1767, 1325, 1783]
- article-number: 8: [1006, 904, 1020, 918]
- body-text-placeholder: ـــــ ـــــــ ـــــ ـــــــــ ـــــ ـــــــ ـــــ ـــ ـــــــ ـــــ ـــــــ ـــــــــ ـــــ ـــــ ـــــ ـــــــ ـــــ ـــــــ ـــــ ـــــــــ ـــــ ـــــــ ـــــ ـــ ـــــــ ـــــ ـــــــ ـــــــــ ـــــ ـــــ ـــــ ـــــــ ـــــ ـــــــ ـــــ ـــــــــ ـــــ ـــــــ ـــــ ـــ ـــــــ ـــــ ـــــــ ـــــــــ ـــــ ـــــ ـــــ ـــــــ ـــــ ـــــــ ـــــ ـــــــــ ـــــ ـــــــ ـــــ ـــ ـــــــ ـــــ ـــــــ ـــــــــ ـــــ ـــــ ـــــ ـــــــ ـــــ ـــــــ ـــــ ـــــــــ ـــــ ـــــــ ـــــ ـــ ـــــــ ـــــ ـــــــ ـــــــــ ـــــ ـــــ ـــــ ـــــــ ـــــ ـــــــ ـــــ ـــــــــ ـــــ ـــــــ ـــــ ـــ ـــــــ ـــــ ـــــــ ـــــــــ ـــــ ـــــ ـــــ ـــــــ ـــــ ـــــــ ـــــ ـــــــــ ـــــ ـــــــ ـــــ ـــ ـــــــ ـــــ ـــــــ ـــــــــ ـــــ ـــــ ـــــ ـــــــ ـــــ ـــــــ ـــــ ـــــــــ ـــــ ـــــــ ـــــ ـــ ـــــــ ـــــ ـــــــ ـــــــــ ـــــ ـــــ ـــــ ـــــــ ـــــ ـــــــ ـــــ ـــــــــ ـــــ ـــــــ ـــــ ـــ ـــــــ ـــــ ـــــــ ـــــــــ ـــــ ـــــ ـــــ ـــــــ ـــــ ـــــــ ـــــ ـــــــــ ـــــ ـــــــ ـــــ ـــ ـــــــ ـــــ ـــــــ ـــــــــ ـــــ ـــــ ـــــ ـــــــ ـــــ ـــــــ ـــــ: [515, 1204, 671, 1416]
- article-number-tag: [515, 1656, 671, 1672]
- tag-brand-mark: سیاست: [373, 138, 507, 147]
- article-number-tag: [842, 1879, 998, 1895]
- footer-segment: [1013, 2176, 1126, 2193]
- body-text-placeholder: ـــــ ـــــــ ـــــ ـــــــــ ـــــ ـــــــ ـــــ ـــ ـــــــ ـــــ ـــــــ ـــــــــ ـــــ ـــــ ـــــ ـــــــ ـــــ ـــــــ ـــــ ـــــــــ ـــــ ـــــــ ـــــ ـــ ـــــــ ـــــ ـــــــ ـــــــــ ـــــ ـــــ ـــــ ـــــــ ـــــ ـــــــ ـــــ ـــــــــ ـــــ ـــــــ ـــــ ـــ ـــــــ ـــــ ـــــــ ـــــــــ ـــــ ـــــ ـــــ ـــــــ ـــــ ـــــــ ـــــ ـــــــــ ـــــ ـــــــ ـــــ ـــ ـــــــ ـــــ ـــــــ ـــــــــ ـــــ ـــــ ـــــ ـــــــ ـــــ ـــــــ ـــــ ـــــــــ ـــــ ـــــــ ـــــ ـــ ـــــــ ـــــ ـــــــ ـــــــــ ـــــ ـــــ ـــــ ـــــــ ـــــ ـــــــ ـــــ: [352, 24, 508, 130]
- body-text-placeholder: ـــــ ـــــــ ـــــ ـــــــــ ـــــ ـــــــ ـــــ ـــ ـــــــ ـــــ ـــــــ ـــــــــ ـــــ ـــــ ـــــ ـــــــ ـــــ ـــــــ ـــــ ـــــــــ ـــــ ـــــــ ـــــ ـــ ـــــــ ـــــ ـــــــ ـــــــــ ـــــ ـــــ ـــــ ـــــــ ـــــ ـــــــ ـــــ ـــــــــ ـــــ ـــــــ ـــــ ـــ ـــــــ ـــــ ـــــــ ـــــــــ ـــــ ـــــ ـــــ ـــــــ ـــــ ـــــــ ـــــ ـــــــــ ـــــ ـــــــ ـــــ ـــ ـــــــ ـــــ ـــــــ ـــــــــ ـــــ ـــــ ـــــ ـــــــ ـــــ ـــــــ ـــــ ـــــــــ ـــــ ـــــــ ـــــ ـــ ـــــــ ـــــ ـــــــ ـــــــــ ـــــ ـــــ ـــــ ـــــــ ـــــ ـــــــ ـــــ ـــــــــ ـــــ ـــــــ ـــــ ـــ ـــــــ ـــــ ـــــــ ـــــــــ ـــــ ـــــ ـــــ ـــــــ ـــــ ـــــــ ـــــ ـــــــــ ـــــ ـــــــ ـــــ ـــ ـــــــ ـــــ ـــــــ ـــــــــ ـــــ ـــــ ـــــ ـــــــ ـــــ ـــــــ ـــــ ـــــــــ ـــــ ـــــــ ـــــ ـــ ـــــــ ـــــ ـــــــ ـــــــــ ـــــ ـــــ ـــــ ـــــــ ـــــ ـــــــ ـــــ ـــــــــ ـــــ ـــــــ ـــــ ـــ ـــــــ ـــــ ـــــــ ـــــــــ ـــــ ـــــ ـــــ ـــــــ ـــــ ـــــــ ـــــ ـــــــــ ـــــ ـــــــ ـــــ ـــ ـــــــ ـــــ ـــــــ ـــــــــ ـــــ ـــــ ـــــ ـــــــ ـــــ ـــــــ ـــــ ـــــــــ ـــــ ـــــــ ـــــ ـــ ـــــــ ـــــ ـــــــ ـــــــــ ـــــ ـــــ ـــــ ـــــــ ـــــ ـــــــ ـــــ ـــــــــ ـــــ ـــــــ ـــــ ـــ ـــــــ ـــــ ـــــــ ـــــــــ ـــــ ـــــ ـــــ ـــــــ ـــــ ـــــــ ـــــ ـــــــــ ـــــ ـــــــ ـــــ ـــ ـــــــ ـــــ ـــــــ ـــــــــ ـــــ ـــــ ـــــ ـــــــ ـــــ ـــــــ ـــــ ـــــــــ ـــــ ـــــــ ـــــ ـــ ـــــــ ـــــ ـــــــ ـــــــــ ـــــ ـــــ ـــــ ـــــــ ـــــ ـــــــ ـــــ ـــــــــ ـــــ ـــــــ ـــــ ـــ ـــــــ ـــــ ـــــــ ـــــــــ ـــــ ـــــ ـــــ ـــــــ ـــــ ـــــــ ـــــ ـــــــــ ـــــ ـــــــ ـــــ ـــ ـــــــ ـــــ ـــــــ: [1169, 1082, 1325, 1411]
- article-number: 1: [1170, 358, 1184, 372]
- rail-segment: [1333, 426, 1349, 560]
- article-number: 39: [516, 713, 537, 727]
- body-text-placeholder: ـــــ ـــــــ ـــــ ـــــــــ ـــــ ـــــــ ـــــ ـــ ـــــــ ـــــ ـــــــ ـــــــــ ـــــ ـــــ ـــــ ـــــــ ـــــ ـــــــ ـــــ ـــــــــ ـــــ ـــــــ ـــــ ـــ ـــــــ ـــــ ـــــــ ـــــــــ ـــــ ـــــ ـــــ ـــــــ ـــــ ـــــــ ـــــ ـــــــــ ـــــ ـــــــ ـــــ ـــ ـــــــ ـــــ ـــــــ ـــــــــ ـــــ ـــــ ـــــ ـــــــ ـــــ ـــــــ ـــــ ـــــــــ ـــــ ـــــــ ـــــ ـــ ـــــــ ـــــ ـــــــ ـــــــــ ـــــ ـــــ ـــــ ـــــــ ـــــ ـــــــ ـــــ ـــــــــ ـــــ ـــــــ ـــــ ـــ ـــــــ ـــــ ـــــــ ـــــــــ ـــــ ـــــ ـــــ ـــــــ ـــــ ـــــــ ـــــ ـــــــــ ـــــ ـــــــ ـــــ ـــ ـــــــ ـــــ ـــــــ ـــــــــ ـــــ ـــــ ـــــ ـــــــ ـــــ ـــــــ ـــــ ـــــــــ ـــــ ـــــــ ـــــ ـــ ـــــــ ـــــ ـــــــ ـــــــــ ـــــ ـــــ ـــــ ـــــــ ـــــ ـــــــ ـــــ ـــــــــ ـــــ ـــــــ ـــــ ـــ ـــــــ ـــــ ـــــــ ـــــــــ ـــــ ـــــ ـــــ ـــــــ ـــــ ـــــــ ـــــ ـــــــــ ـــــ ـــــــ ـــــ ـــ ـــــــ ـــــ ـــــــ ـــــــــ ـــــ ـــــ ـــــ ـــــــ ـــــ ـــــــ ـــــ: [25, 668, 181, 859]
- article-number: 49: [353, 655, 374, 669]
- tag-brand-mark: سیاست: [863, 275, 997, 284]
- rail-segment: [1333, 963, 1349, 1097]
- body-text-placeholder: ـــــ ـــــــ ـــــ ـــــــــ ـــــ ـــــــ ـــــ ـــ ـــــــ ـــــ ـــــــ ـــــــــ ـــــ ـــــ ـــــ ـــــــ ـــــ ـــــــ ـــــ ـــــــــ ـــــ ـــــــ ـــــ ـــ ـــــــ ـــــ ـــــــ ـــــــــ ـــــ ـــــ ـــــ ـــــــ ـــــ ـــــــ ـــــ ـــــــــ ـــــ ـــــــ ـــــ ـــ ـــــــ ـــــ ـــــــ ـــــــــ ـــــ ـــــ ـــــ ـــــــ ـــــ ـــــــ ـــــ ـــــــــ ـــــ ـــــــ ـــــ ـــ ـــــــ ـــــ ـــــــ ـــــــــ ـــــ ـــــ ـــــ ـــــــ ـــــ ـــــــ ـــــ ـــــــــ ـــــ ـــــــ ـــــ ـــ ـــــــ ـــــ ـــــــ ـــــــــ ـــــ ـــــ ـــــ ـــــــ ـــــ ـــــــ ـــــ ـــــــــ ـــــ ـــــــ ـــــ ـــ ـــــــ ـــــ ـــــــ ـــــــــ ـــــ ـــــ ـــــ ـــــــ ـــــ ـــــــ ـــــ ـــــــــ ـــــ ـــــــ ـــــ ـــ ـــــــ ـــــ ـــــــ ـــــــــ ـــــ ـــــ ـــــ ـــــــ ـــــ ـــــــ ـــــ ـــــــــ ـــــ ـــــــ ـــــ ـــ ـــــــ ـــــ ـــــــ ـــــــــ ـــــ ـــــ ـــــ ـــــــ ـــــ ـــــــ ـــــ ـــــــــ ـــــ ـــــــ ـــــ ـــ ـــــــ ـــــ ـــــــ ـــــــــ ـــــ ـــــ ـــــ ـــــــ ـــــ ـــــــ ـــــ: [25, 883, 181, 1074]
- body-text-placeholder: ـــــ ـــــــ ـــــ ـــــــــ ـــــ ـــــــ ـــــ ـــ ـــــــ ـــــ ـــــــ ـــــــــ ـــــ ـــــ ـــــ ـــــــ ـــــ ـــــــ ـــــ ـــــــــ ـــــ ـــــــ ـــــ ـــ ـــــــ ـــــ ـــــــ ـــــــــ ـــــ ـــــ ـــــ ـــــــ ـــــ ـــــــ ـــــ ـــــــــ ـــــ ـــــــ ـــــ ـــ ـــــــ ـــــ ـــــــ ـــــــــ ـــــ ـــــ ـــــ ـــــــ ـــــ ـــــــ ـــــ ـــــــــ ـــــ ـــــــ ـــــ ـــ ـــــــ ـــــ ـــــــ ـــــــــ ـــــ ـــــ ـــــ ـــــــ ـــــ ـــــــ ـــــ ـــــــــ ـــــ ـــــــ ـــــ ـــ ـــــــ ـــــ ـــــــ ـــــــــ ـــــ ـــــ ـــــ ـــــــ ـــــ ـــــــ ـــــ ـــــــــ ـــــ ـــــــ ـــــ ـــ ـــــــ ـــــ ـــــــ ـــــــــ ـــــ ـــــ ـــــ ـــــــ ـــــ ـــــــ ـــــ ـــــــــ ـــــ ـــــــ ـــــ ـــ ـــــــ ـــــ ـــــــ ـــــــــ ـــــ ـــــ ـــــ ـــــــ ـــــ ـــــــ ـــــ ـــــــــ ـــــ ـــــــ ـــــ ـــ ـــــــ ـــــ ـــــــ ـــــــــ ـــــ ـــــ ـــــ ـــــــ ـــــ ـــــــ ـــــ ـــــــــ ـــــ ـــــــ ـــــ ـــ ـــــــ ـــــ ـــــــ ـــــــــ ـــــ ـــــ ـــــ ـــــــ ـــــ ـــــــ ـــــ ـــــــــ ـــــ ـــــــ ـــــ ـــ ـــــــ ـــــ ـــــــ ـــــــــ ـــــ ـــــ ـــــ ـــــــ ـــــ ـــــــ ـــــ ـــــــــ ـــــ ـــــــ ـــــ ـــ ـــــــ ـــــ ـــــــ ـــــــــ ـــــ ـــــ ـــــ ـــــــ ـــــ ـــــــ ـــــ ـــــــــ ـــــ ـــــــ ـــــ ـــ ـــــــ ـــــ ـــــــ: [842, 1363, 998, 1607]
- tag-brand-mark: سیاست: [537, 1188, 671, 1197]
- body-text-placeholder: ـــــ ـــــــ ـــــ ـــــــــ ـــــ ـــــــ ـــــ ـــ ـــــــ ـــــ ـــــــ ـــــــــ ـــــ ـــــ ـــــ ـــــــ ـــــ ـــــــ ـــــ ـــــــــ ـــــ ـــــــ ـــــ ـــ ـــــــ ـــــ ـــــــ ـــــــــ ـــــ ـــــ ـــــ ـــــــ ـــــ ـــــــ ـــــ ـــــــــ ـــــ ـــــــ ـــــ ـــ ـــــــ ـــــ ـــــــ ـــــــــ ـــــ ـــــ ـــــ ـــــــ ـــــ ـــــــ ـــــ ـــــــــ ـــــ ـــــــ ـــــ ـــ ـــــــ ـــــ ـــــــ ـــــــــ ـــــ ـــــ ـــــ ـــــــ ـــــ ـــــــ ـــــ ـــــــــ ـــــ ـــــــ ـــــ ـــ ـــــــ ـــــ ـــــــ ـــــــــ ـــــ ـــــ ـــــ ـــــــ ـــــ ـــــــ ـــــ ـــــــــ ـــــ ـــــــ ـــــ ـــ ـــــــ ـــــ ـــــــ ـــــــــ ـــــ ـــــ ـــــ ـــــــ ـــــ ـــــــ ـــــ ـــــــــ ـــــ ـــــــ ـــــ ـــ ـــــــ ـــــ ـــــــ ـــــــــ ـــــ ـــــ ـــــ ـــــــ ـــــ ـــــــ ـــــ ـــــــــ ـــــ ـــــــ ـــــ ـــ ـــــــ ـــــ ـــــــ ـــــــــ ـــــ ـــــ ـــــ ـــــــ ـــــ ـــــــ ـــــ ـــــــــ ـــــ ـــــــ ـــــ ـــ ـــــــ ـــــ ـــــــ ـــــــــ ـــــ ـــــ ـــــ ـــــــ ـــــ ـــــــ ـــــ ـــــــــ ـــــ ـــــــ ـــــ ـــ ـــــــ ـــــ ـــــــ ـــــــــ ـــــ ـــــ ـــــ ـــــــ ـــــ ـــــــ ـــــ ـــــــــ ـــــ ـــــــ ـــــ ـــ ـــــــ ـــــ ـــــــ ـــــــــ ـــــ ـــــ ـــــ ـــــــ ـــــ ـــــــ ـــــ ـــــــــ ـــــ ـــــــ ـــــ ـــ ـــــــ ـــــ ـــــــ ـــــــــ ـــــ ـــــ ـــــ ـــــــ ـــــ ـــــــ ـــــ ـــــــــ ـــــ ـــــــ ـــــ ـــ ـــــــ ـــــ ـــــــ ـــــــــ ـــــ ـــــ ـــــ ـــــــ ـــــ ـــــــ ـــــ: [1005, 1222, 1161, 1498]
- body-text-placeholder: ـــــ ـــــــ ـــــ ـــــــــ ـــــ ـــــــ ـــــ ـــ ـــــــ ـــــ ـــــــ ـــــــــ ـــــ ـــــ ـــــ ـــــــ ـــــ ـــــــ ـــــ ـــــــــ ـــــ ـــــــ ـــــ ـــ ـــــــ ـــــ ـــــــ ـــــــــ ـــــ ـــــ ـــــ ـــــــ ـــــ ـــــــ ـــــ ـــــــــ ـــــ ـــــــ ـــــ ـــ ـــــــ ـــــ ـــــــ ـــــــــ ـــــ ـــــ ـــــ ـــــــ ـــــ ـــــــ ـــــ ـــــــــ ـــــ ـــــــ ـــــ ـــ ـــــــ ـــــ ـــــــ ـــــــــ ـــــ ـــــ ـــــ ـــــــ ـــــ ـــــــ ـــــ ـــــــــ ـــــ ـــــــ ـــــ ـــ ـــــــ ـــــ ـــــــ ـــــــــ ـــــ ـــــ ـــــ ـــــــ ـــــ ـــــــ ـــــ ـــــــــ ـــــ ـــــــ ـــــ ـــ ـــــــ ـــــ ـــــــ ـــــــــ ـــــ ـــــ ـــــ ـــــــ ـــــ ـــــــ ـــــ ـــــــــ ـــــ ـــــــ ـــــ ـــ ـــــــ ـــــ ـــــــ ـــــــــ ـــــ ـــــ ـــــ ـــــــ ـــــ ـــــــ ـــــ ـــــــــ ـــــ ـــــــ ـــــ ـــ ـــــــ ـــــ ـــــــ ـــــــــ ـــــ ـــــ ـــــ ـــــــ ـــــ ـــــــ ـــــ ـــــــــ ـــــ ـــــــ ـــــ ـــ ـــــــ ـــــ ـــــــ ـــــــــ ـــــ ـــــ ـــــ ـــــــ ـــــ ـــــــ ـــــ ـــــــــ ـــــ ـــــــ ـــــ ـــ ـــــــ ـــــ ـــــــ ـــــــــ ـــــ ـــــ ـــــ ـــــــ ـــــ ـــــــ ـــــ ـــــــــ ـــــ ـــــــ ـــــ ـــ ـــــــ ـــــ ـــــــ ـــــــــ ـــــ ـــــ ـــــ ـــــــ ـــــ ـــــــ ـــــ ـــــــــ ـــــ ـــــــ ـــــ ـــ ـــــــ ـــــ ـــــــ ـــــــــ ـــــ ـــــ ـــــ ـــــــ ـــــ ـــــــ ـــــ ـــــــــ ـــــ ـــــــ ـــــ ـــ ـــــــ ـــــ ـــــــ ـــــــــ ـــــ ـــــ ـــــ ـــــــ ـــــ ـــــــ ـــــ ـــــــــ ـــــ ـــــــ ـــــ ـــ ـــــــ ـــــ ـــــــ ـــــــــ ـــــ ـــــ ـــــ ـــــــ ـــــ ـــــــ ـــــ ـــــــــ ـــــ ـــــــ ـــــ ـــ ـــــــ ـــــ ـــــــ ـــــــــ ـــــ ـــــ ـــــ ـــــــ ـــــ ـــــــ ـــــ ـــــــــ ـــــ ـــــــ ـــــ ـــ ـــــــ ـــــ ـــــــ: [188, 1787, 344, 2116]
- article-number-tag: [842, 272, 998, 288]
- tag-brand-mark: سیاست: [700, 769, 834, 778]
- article-number: 42: [516, 1421, 537, 1435]
- article-number-tag: [679, 1636, 835, 1652]
- article-number-tag: [188, 357, 344, 373]
- tag-brand-mark: سیاست: [373, 528, 507, 537]
- footer-segment: [1238, 2176, 1350, 2193]
- tag-brand-mark: سیاست: [373, 918, 507, 927]
- body-text-placeholder: ـــــ ـــــــ ـــــ ـــــــــ ـــــ ـــــــ ـــــ ـــ ـــــــ ـــــ ـــــــ ـــــــــ ـــــ ـــــ ـــــ ـــــــ ـــــ ـــــــ ـــــ ـــــــــ ـــــ ـــــــ ـــــ ـــ ـــــــ ـــــ ـــــــ ـــــــــ ـــــ ـــــ ـــــ ـــــــ ـــــ ـــــــ ـــــ ـــــــــ ـــــ ـــــــ ـــــ ـــ ـــــــ ـــــ ـــــــ ـــــــــ ـــــ ـــــ ـــــ ـــــــ ـــــ ـــــــ ـــــ ـــــــــ ـــــ ـــــــ ـــــ ـــ ـــــــ ـــــ ـــــــ ـــــــــ ـــــ ـــــ ـــــ ـــــــ ـــــ ـــــــ ـــــ ـــــــــ ـــــ ـــــــ ـــــ ـــ ـــــــ ـــــ ـــــــ ـــــــــ ـــــ ـــــ ـــــ ـــــــ ـــــ ـــــــ ـــــ ـــــــــ ـــــ ـــــــ ـــــ ـــ ـــــــ ـــــ ـــــــ ـــــــــ ـــــ ـــــ ـــــ ـــــــ ـــــ ـــــــ ـــــ ـــــــــ ـــــ ـــــــ ـــــ ـــ ـــــــ ـــــ ـــــــ ـــــــــ ـــــ ـــــ ـــــ ـــــــ ـــــ ـــــــ ـــــ ـــــــــ ـــــ ـــــــ ـــــ ـــ ـــــــ ـــــ ـــــــ ـــــــــ ـــــ ـــــ ـــــ ـــــــ ـــــ ـــــــ ـــــ ـــــــــ ـــــ ـــــــ ـــــ ـــ ـــــــ ـــــ ـــــــ ـــــــــ ـــــ ـــــ ـــــ ـــــــ ـــــ ـــــــ ـــــ ـــــــــ ـــــ ـــــــ ـــــ ـــ ـــــــ ـــــ ـــــــ ـــــــــ ـــــ ـــــ ـــــ ـــــــ ـــــ ـــــــ ـــــ: [515, 24, 671, 236]
- article-number-tag: [515, 1184, 671, 1200]
- body-text-placeholder: ـــــ ـــــــ ـــــ ـــــــــ ـــــ ـــــــ ـــــ ـــ ـــــــ ـــــ ـــــــ ـــــــــ ـــــ ـــــ ـــــ ـــــــ ـــــ ـــــــ ـــــ ـــــــــ ـــــ ـــــــ ـــــ ـــ ـــــــ ـــــ ـــــــ ـــــــــ ـــــ ـــــ ـــــ ـــــــ ـــــ ـــــــ ـــــ ـــــــــ ـــــ ـــــــ ـــــ ـــ ـــــــ ـــــ ـــــــ ـــــــــ ـــــ ـــــ ـــــ ـــــــ ـــــ ـــــــ ـــــ ـــــــــ ـــــ ـــــــ ـــــ ـــ ـــــــ ـــــ ـــــــ ـــــــــ ـــــ ـــــ ـــــ ـــــــ ـــــ ـــــــ ـــــ ـــــــــ ـــــ ـــــــ ـــــ ـــ ـــــــ ـــــ ـــــــ ـــــــــ ـــــ ـــــ ـــــ ـــــــ ـــــ ـــــــ ـــــ ـــــــــ ـــــ ـــــــ ـــــ ـــ ـــــــ ـــــ ـــــــ ـــــــــ ـــــ ـــــ ـــــ ـــــــ ـــــ ـــــــ ـــــ ـــــــــ ـــــ ـــــــ ـــــ ـــ ـــــــ ـــــ ـــــــ ـــــــــ ـــــ ـــــ ـــــ ـــــــ ـــــ ـــــــ ـــــ ـــــــــ ـــــ ـــــــ ـــــ ـــ ـــــــ ـــــ ـــــــ ـــــــــ ـــــ ـــــ ـــــ ـــــــ ـــــ ـــــــ ـــــ ـــــــــ ـــــ ـــــــ ـــــ ـــ ـــــــ ـــــ ـــــــ ـــــــــ ـــــ ـــــ ـــــ ـــــــ ـــــ ـــــــ ـــــ: [25, 1098, 181, 1289]
- tag-brand-mark: سیاست: [700, 1748, 834, 1757]
- body-text-placeholder: ـــــ ـــــــ ـــــ ـــــــــ ـــــ ـــــــ ـــــ ـــ ـــــــ ـــــ ـــــــ ـــــــــ ـــــ ـــــ ـــــ ـــــــ ـــــ ـــــــ ـــــ ـــــــــ ـــــ ـــــــ ـــــ ـــ ـــــــ ـــــ ـــــــ ـــــــــ ـــــ ـــــ ـــــ ـــــــ ـــــ ـــــــ ـــــ ـــــــــ ـــــ ـــــــ ـــــ ـــ ـــــــ ـــــ ـــــــ ـــــــــ ـــــ ـــــ ـــــ ـــــــ ـــــ ـــــــ ـــــ ـــــــــ ـــــ ـــــــ ـــــ ـــ ـــــــ ـــــ ـــــــ ـــــــــ ـــــ ـــــ ـــــ ـــــــ ـــــ ـــــــ ـــــ ـــــــــ ـــــ ـــــــ ـــــ ـــ ـــــــ ـــــ ـــــــ ـــــــــ ـــــ ـــــ ـــــ ـــــــ ـــــ ـــــــ ـــــ ـــــــــ ـــــ ـــــــ ـــــ ـــ ـــــــ ـــــ ـــــــ ـــــــــ ـــــ ـــــ ـــــ ـــــــ ـــــ ـــــــ ـــــ ـــــــــ ـــــ ـــــــ ـــــ ـــ ـــــــ ـــــ ـــــــ ـــــــــ ـــــ ـــــ ـــــ ـــــــ ـــــ ـــــــ ـــــ ـــــــــ ـــــ ـــــــ ـــــ ـــ ـــــــ ـــــ ـــــــ ـــــــــ ـــــ ـــــ ـــــ ـــــــ ـــــ ـــــــ ـــــ ـــــــــ ـــــ ـــــــ ـــــ ـــ ـــــــ ـــــ ـــــــ ـــــــــ ـــــ ـــــ ـــــ ـــــــ ـــــ ـــــــ ـــــ ـــــــــ ـــــ ـــــــ ـــــ ـــ ـــــــ ـــــ ـــــــ ـــــــــ ـــــ ـــــ ـــــ ـــــــ ـــــ ـــــــ ـــــ ـــــــــ ـــــ ـــــــ ـــــ ـــ ـــــــ ـــــ ـــــــ ـــــــــ ـــــ ـــــ ـــــ ـــــــ ـــــ ـــــــ ـــــ ـــــــــ ـــــ ـــــــ ـــــ ـــ ـــــــ ـــــ ـــــــ ـــــــــ ـــــ ـــــ ـــــ ـــــــ ـــــ ـــــــ ـــــ ـــــــــ ـــــ ـــــــ ـــــ ـــ ـــــــ ـــــ ـــــــ ـــــــــ ـــــ ـــــ ـــــ ـــــــ ـــــ ـــــــ ـــــ: [1005, 24, 1161, 300]
- tag-brand-mark: سیاست: [47, 222, 181, 231]
- article-number-tag: [25, 1293, 181, 1309]
- article-number-tag: [679, 1962, 835, 1978]
- tag-brand-mark: سیاست: [373, 1178, 507, 1187]
- tag-brand-mark: سیاست: [700, 334, 834, 343]
- body-text-placeholder: ـــــ ـــــــ ـــــ ـــــــــ ـــــ ـــــــ ـــــ ـــ ـــــــ ـــــ ـــــــ ـــــــــ ـــــ ـــــ ـــــ ـــــــ ـــــ ـــــــ ـــــ ـــــــــ ـــــ ـــــــ ـــــ ـــ ـــــــ ـــــ ـــــــ ـــــــــ ـــــ ـــــ ـــــ ـــــــ ـــــ ـــــــ ـــــ ـــــــــ ـــــ ـــــــ ـــــ ـــ ـــــــ ـــــ ـــــــ ـــــــــ ـــــ ـــــ ـــــ ـــــــ ـــــ ـــــــ ـــــ ـــــــــ ـــــ ـــــــ ـــــ ـــ ـــــــ ـــــ ـــــــ ـــــــــ ـــــ ـــــ ـــــ ـــــــ ـــــ ـــــــ ـــــ ـــــــــ ـــــ ـــــــ ـــــ ـــ ـــــــ ـــــ ـــــــ ـــــــــ ـــــ ـــــ ـــــ ـــــــ ـــــ ـــــــ ـــــ ـــــــــ ـــــ ـــــــ ـــــ ـــ ـــــــ ـــــ ـــــــ ـــــــــ ـــــ ـــــ ـــــ ـــــــ ـــــ ـــــــ ـــــ ـــــــــ ـــــ ـــــــ ـــــ ـــ ـــــــ ـــــ ـــــــ ـــــــــ ـــــ ـــــ ـــــ ـــــــ ـــــ ـــــــ ـــــ ـــــــــ ـــــ ـــــــ ـــــ ـــ ـــــــ ـــــ ـــــــ ـــــــــ ـــــ ـــــ ـــــ ـــــــ ـــــ ـــــــ ـــــ ـــــــــ ـــــ ـــــــ ـــــ ـــ ـــــــ ـــــ ـــــــ ـــــــــ ـــــ ـــــ ـــــ ـــــــ ـــــ ـــــــ ـــــ ـــــــــ ـــــ ـــــــ ـــــ ـــ ـــــــ ـــــ ـــــــ ـــــــــ ـــــ ـــــ ـــــ ـــــــ ـــــ ـــــــ ـــــ ـــــــــ ـــــ ـــــــ ـــــ ـــ ـــــــ ـــــ ـــــــ ـــــــــ ـــــ ـــــ ـــــ ـــــــ ـــــ ـــــــ ـــــ ـــــــــ ـــــ ـــــــ ـــــ ـــ ـــــــ ـــــ ـــــــ ـــــــــ ـــــ ـــــ ـــــ ـــــــ ـــــ ـــــــ ـــــ ـــــــــ ـــــ ـــــــ ـــــ ـــ ـــــــ ـــــ ـــــــ ـــــــــ ـــــ ـــــ ـــــ ـــــــ ـــــ ـــــــ ـــــ: [1005, 324, 1161, 600]
- article-number-tag: [352, 1044, 508, 1060]
- article-number: 31: [680, 1419, 701, 1433]
- body-text-placeholder: ـــــ ـــــــ ـــــ ـــــــــ ـــــ ـــــــ ـــــ ـــ ـــــــ ـــــ ـــــــ ـــــــــ ـــــ ـــــ ـــــ ـــــــ ـــــ ـــــــ ـــــ ـــــــــ ـــــ ـــــــ ـــــ ـــ ـــــــ ـــــ ـــــــ ـــــــــ ـــــ ـــــ ـــــ ـــــــ ـــــ ـــــــ ـــــ ـــــــــ ـــــ ـــــــ ـــــ ـــ ـــــــ ـــــ ـــــــ ـــــــــ ـــــ ـــــ ـــــ ـــــــ ـــــ ـــــــ ـــــ ـــــــــ ـــــ ـــــــ ـــــ ـــ ـــــــ ـــــ ـــــــ ـــــــــ ـــــ ـــــ ـــــ ـــــــ ـــــ ـــــــ ـــــ ـــــــــ ـــــ ـــــــ ـــــ ـــ ـــــــ ـــــ ـــــــ ـــــــــ ـــــ ـــــ ـــــ ـــــــ ـــــ ـــــــ ـــــ ـــــــــ ـــــ ـــــــ ـــــ ـــ ـــــــ ـــــ ـــــــ ـــــــــ ـــــ ـــــ ـــــ ـــــــ ـــــ ـــــــ ـــــ ـــــــــ ـــــ ـــــــ ـــــ ـــ ـــــــ ـــــ ـــــــ ـــــــــ ـــــ ـــــ ـــــ ـــــــ ـــــ ـــــــ ـــــ ـــــــــ ـــــ ـــــــ ـــــ ـــ ـــــــ ـــــ ـــــــ ـــــــــ ـــــ ـــــ ـــــ ـــــــ ـــــ ـــــــ ـــــ ـــــــــ ـــــ ـــــــ ـــــ ـــ ـــــــ ـــــ ـــــــ ـــــــــ ـــــ ـــــ ـــــ ـــــــ ـــــ ـــــــ ـــــ ـــــــــ ـــــ ـــــــ ـــــ ـــ ـــــــ ـــــ ـــــــ ـــــــــ ـــــ ـــــ ـــــ ـــــــ ـــــ ـــــــ ـــــ ـــــــــ ـــــ ـــــــ ـــــ ـــ ـــــــ ـــــ ـــــــ ـــــــــ ـــــ ـــــ ـــــ ـــــــ ـــــ ـــــــ ـــــ ـــــــــ ـــــ ـــــــ ـــــ ـــ ـــــــ ـــــ ـــــــ ـــــــــ ـــــ ـــــ ـــــ ـــــــ ـــــ ـــــــ ـــــ ـــــــــ ـــــ ـــــــ ـــــ ـــ ـــــــ ـــــ ـــــــ ـــــــــ ـــــ ـــــ ـــــ ـــــــ ـــــ ـــــــ ـــــ ـــــــــ ـــــ ـــــــ ـــــ ـــ ـــــــ ـــــ ـــــــ ـــــــــ ـــــ ـــــ ـــــ ـــــــ ـــــ ـــــــ ـــــ ـــــــــ ـــــ ـــــــ ـــــ ـــ ـــــــ ـــــ ـــــــ ـــــــــ ـــــ ـــــ ـــــ ـــــــ ـــــ ـــــــ ـــــ ـــــــــ ـــــ ـــــــ ـــــ ـــ ـــــــ ـــــ ـــــــ: [1169, 1434, 1325, 1763]
- body-text-placeholder: ـــــ ـــــــ ـــــ ـــــــــ ـــــ ـــــــ ـــــ ـــ ـــــــ ـــــ ـــــــ ـــــــــ ـــــ ـــــ ـــــ ـــــــ ـــــ ـــــــ ـــــ ـــــــــ ـــــ ـــــــ ـــــ ـــ ـــــــ ـــــ ـــــــ ـــــــــ ـــــ ـــــ ـــــ ـــــــ ـــــ ـــــــ ـــــ ـــــــــ ـــــ ـــــــ ـــــ ـــ ـــــــ ـــــ ـــــــ ـــــــــ ـــــ ـــــ ـــــ ـــــــ ـــــ ـــــــ ـــــ ـــــــــ ـــــ ـــــــ ـــــ ـــ ـــــــ ـــــ ـــــــ ـــــــــ ـــــ ـــــ ـــــ ـــــــ ـــــ ـــــــ ـــــ ـــــــــ ـــــ ـــــــ ـــــ ـــ ـــــــ ـــــ ـــــــ ـــــــــ ـــــ ـــــ ـــــ ـــــــ ـــــ ـــــــ ـــــ ـــــــــ ـــــ ـــــــ ـــــ ـــ ـــــــ ـــــ ـــــــ ـــــــــ ـــــ ـــــ ـــــ ـــــــ ـــــ ـــــــ ـــــ ـــــــــ ـــــ ـــــــ ـــــ ـــ ـــــــ ـــــ ـــــــ ـــــــــ ـــــ ـــــ ـــــ ـــــــ ـــــ ـــــــ ـــــ ـــــــــ ـــــ ـــــــ ـــــ ـــ ـــــــ ـــــ ـــــــ ـــــــــ ـــــ ـــــ ـــــ ـــــــ ـــــ ـــــــ ـــــ ـــــــــ ـــــ ـــــــ ـــــ ـــ ـــــــ ـــــ ـــــــ ـــــــــ ـــــ ـــــ ـــــ ـــــــ ـــــ ـــــــ ـــــ: [25, 239, 181, 430]
- body-text-placeholder: ـــــ ـــــــ ـــــ ـــــــــ ـــــ ـــــــ ـــــ ـــ ـــــــ ـــــ ـــــــ ـــــــــ ـــــ ـــــ ـــــ ـــــــ ـــــ ـــــــ ـــــ ـــــــــ ـــــ ـــــــ ـــــ ـــ ـــــــ ـــــ ـــــــ ـــــــــ ـــــ ـــــ ـــــ ـــــــ ـــــ ـــــــ ـــــ ـــــــــ ـــــ ـــــــ ـــــ ـــ ـــــــ ـــــ ـــــــ ـــــــــ ـــــ ـــــ ـــــ ـــــــ ـــــ ـــــــ ـــــ ـــــــــ ـــــ ـــــــ ـــــ ـــ ـــــــ ـــــ ـــــــ ـــــــــ ـــــ ـــــ ـــــ ـــــــ ـــــ ـــــــ ـــــ ـــــــــ ـــــ ـــــــ ـــــ ـــ ـــــــ ـــــ ـــــــ ـــــــــ ـــــ ـــــ ـــــ ـــــــ ـــــ ـــــــ ـــــ ـــــــــ ـــــ ـــــــ ـــــ ـــ ـــــــ ـــــ ـــــــ ـــــــــ ـــــ ـــــ ـــــ ـــــــ ـــــ ـــــــ ـــــ ـــــــــ ـــــ ـــــــ ـــــ ـــ ـــــــ ـــــ ـــــــ ـــــــــ ـــــ ـــــ ـــــ ـــــــ ـــــ ـــــــ ـــــ ـــــــــ ـــــ ـــــــ ـــــ ـــ ـــــــ ـــــ ـــــــ ـــــــــ ـــــ ـــــ ـــــ ـــــــ ـــــ ـــــــ ـــــ ـــــــــ ـــــ ـــــــ ـــــ ـــ ـــــــ ـــــ ـــــــ ـــــــــ ـــــ ـــــ ـــــ ـــــــ ـــــ ـــــــ ـــــ ـــــــــ ـــــ ـــــــ ـــــ ـــ ـــــــ ـــــ ـــــــ ـــــــــ ـــــ ـــــ ـــــ ـــــــ ـــــ ـــــــ ـــــ ـــــــــ ـــــ ـــــــ ـــــ ـــ ـــــــ ـــــ ـــــــ ـــــــــ ـــــ ـــــ ـــــ ـــــــ ـــــ ـــــــ ـــــ ـــــــــ ـــــ ـــــــ ـــــ ـــ ـــــــ ـــــ ـــــــ ـــــــــ ـــــ ـــــ ـــــ ـــــــ ـــــ ـــــــ ـــــ ـــــــــ ـــــ ـــــــ ـــــ ـــ ـــــــ ـــــ ـــــــ ـــــــــ ـــــ ـــــ ـــــ ـــــــ ـــــ ـــــــ ـــــ ـــــــــ ـــــ ـــــــ ـــــ ـــ ـــــــ ـــــ ـــــــ ـــــــــ ـــــ ـــــ ـــــ ـــــــ ـــــ ـــــــ ـــــ ـــــــــ ـــــ ـــــــ ـــــ ـــ ـــــــ ـــــ ـــــــ ـــــــــ ـــــ ـــــ ـــــ ـــــــ ـــــ ـــــــ ـــــ ـــــــــ ـــــ ـــــــ ـــــ ـــ ـــــــ ـــــ ـــــــ: [188, 1082, 344, 1411]
- article-number: 27: [680, 984, 701, 998]
- article-number-tag: [842, 1075, 998, 1091]
- rail-segment: [1, 829, 17, 963]
- body-text-placeholder: ـــــ ـــــــ ـــــ ـــــــــ ـــــ ـــــــ ـــــ ـــ ـــــــ ـــــ ـــــــ ـــــــــ ـــــ ـــــ ـــــ ـــــــ ـــــ ـــــــ ـــــ ـــــــــ ـــــ ـــــــ ـــــ ـــ ـــــــ ـــــ ـــــــ ـــــــــ ـــــ ـــــ ـــــ ـــــــ ـــــ ـــــــ ـــــ ـــــــــ ـــــ ـــــــ ـــــ ـــ ـــــــ ـــــ ـــــــ ـــــــــ ـــــ ـــــ ـــــ ـــــــ ـــــ ـــــــ ـــــ ـــــــــ ـــــ ـــــــ ـــــ ـــ ـــــــ ـــــ ـــــــ ـــــــــ ـــــ ـــــ ـــــ ـــــــ ـــــ ـــــــ ـــــ ـــــــــ ـــــ ـــــــ ـــــ ـــ ـــــــ ـــــ ـــــــ ـــــــــ ـــــ ـــــ ـــــ ـــــــ ـــــ ـــــــ ـــــ ـــــــــ ـــــ ـــــــ ـــــ ـــ ـــــــ ـــــ ـــــــ ـــــــــ ـــــ ـــــ ـــــ ـــــــ ـــــ ـــــــ ـــــ ـــــــــ ـــــ ـــــــ ـــــ ـــ ـــــــ ـــــ ـــــــ ـــــــــ ـــــ ـــــ ـــــ ـــــــ ـــــ ـــــــ ـــــ ـــــــــ ـــــ ـــــــ ـــــ ـــ ـــــــ ـــــ ـــــــ ـــــــــ ـــــ ـــــ ـــــ ـــــــ ـــــ ـــــــ ـــــ ـــــــــ ـــــ ـــــــ ـــــ ـــ ـــــــ ـــــ ـــــــ ـــــــــ ـــــ ـــــ ـــــ ـــــــ ـــــ ـــــــ ـــــ: [25, 1313, 181, 1504]
- footer-segment: [0, 2176, 113, 2193]
- rail-segment: [1, 1634, 17, 1768]
- article-number-tag: [679, 874, 835, 890]
- article-number: 57: [353, 1695, 374, 1709]
- article-number-tag: [1005, 903, 1161, 919]
- tag-brand-mark: سیاست: [863, 1079, 997, 1088]
- body-text-placeholder: ـــــ ـــــــ ـــــ ـــــــــ ـــــ ـــــــ ـــــ ـــ ـــــــ ـــــ ـــــــ ـــــــــ ـــــ ـــــ ـــــ ـــــــ ـــــ ـــــــ ـــــ ـــــــــ ـــــ ـــــــ ـــــ ـــ ـــــــ ـــــ ـــــــ ـــــــــ ـــــ ـــــ ـــــ ـــــــ ـــــ ـــــــ ـــــ ـــــــــ ـــــ ـــــــ ـــــ ـــ ـــــــ ـــــ ـــــــ ـــــــــ ـــــ ـــــ ـــــ ـــــــ ـــــ ـــــــ ـــــ ـــــــــ ـــــ ـــــــ ـــــ ـــ ـــــــ ـــــ ـــــــ ـــــــــ ـــــ ـــــ ـــــ ـــــــ ـــــ ـــــــ ـــــ ـــــــــ ـــــ ـــــــ ـــــ ـــ ـــــــ ـــــ ـــــــ ـــــــــ ـــــ ـــــ ـــــ ـــــــ ـــــ ـــــــ ـــــ: [352, 804, 508, 910]
- article-number: 7: [1006, 604, 1020, 618]
- tag-brand-mark: سیاست: [700, 660, 834, 669]
- tag-brand-mark: سیاست: [373, 268, 507, 277]
- article-number-tag: [352, 914, 508, 930]
- body-text-placeholder: ـــــ ـــــــ ـــــ ـــــــــ ـــــ ـــــــ ـــــ ـــ ـــــــ ـــــ ـــــــ ـــــــــ ـــــ ـــــ ـــــ ـــــــ ـــــ ـــــــ ـــــ ـــــــــ ـــــ ـــــــ ـــــ ـــ ـــــــ ـــــ ـــــــ ـــــــــ ـــــ ـــــ ـــــ ـــــــ ـــــ ـــــــ ـــــ ـــــــــ ـــــ ـــــــ ـــــ ـــ ـــــــ ـــــ ـــــــ ـــــــــ ـــــ ـــــ ـــــ ـــــــ ـــــ ـــــــ ـــــ ـــــــــ ـــــ ـــــــ ـــــ ـــ ـــــــ ـــــ ـــــــ ـــــــــ ـــــ ـــــ ـــــ ـــــــ ـــــ ـــــــ ـــــ ـــــــــ ـــــ ـــــــ ـــــ ـــ ـــــــ ـــــ ـــــــ ـــــــــ ـــــ ـــــ ـــــ ـــــــ ـــــ ـــــــ ـــــ ـــــــــ ـــــ ـــــــ ـــــ ـــ ـــــــ ـــــ ـــــــ ـــــــــ ـــــ ـــــ ـــــ ـــــــ ـــــ ـــــــ ـــــ ـــــــــ ـــــ ـــــــ ـــــ ـــ ـــــــ ـــــ ـــــــ ـــــــــ ـــــ ـــــ ـــــ ـــــــ ـــــ ـــــــ ـــــ ـــــــــ ـــــ ـــــــ ـــــ ـــ ـــــــ ـــــ ـــــــ ـــــــــ ـــــ ـــــ ـــــ ـــــــ ـــــ ـــــــ ـــــ ـــــــــ ـــــ ـــــــ ـــــ ـــ ـــــــ ـــــ ـــــــ ـــــــــ ـــــ ـــــ ـــــ ـــــــ ـــــ ـــــــ ـــــ ـــــــــ ـــــ ـــــــ ـــــ ـــ ـــــــ ـــــ ـــــــ ـــــــــ ـــــ ـــــ ـــــ ـــــــ ـــــ ـــــــ ـــــ ـــــــــ ـــــ ـــــــ ـــــ ـــ ـــــــ ـــــ ـــــــ ـــــــــ ـــــ ـــــ ـــــ ـــــــ ـــــ ـــــــ ـــــ ـــــــــ ـــــ ـــــــ ـــــ ـــ ـــــــ ـــــ ـــــــ ـــــــــ ـــــ ـــــ ـــــ ـــــــ ـــــ ـــــــ ـــــ ـــــــــ ـــــ ـــــــ ـــــ ـــ ـــــــ ـــــ ـــــــ ـــــــــ ـــــ ـــــ ـــــ ـــــــ ـــــ ـــــــ ـــــ ـــــــــ ـــــ ـــــــ ـــــ ـــ ـــــــ ـــــ ـــــــ ـــــــــ ـــــ ـــــ ـــــ ـــــــ ـــــ ـــــــ ـــــ ـــــــــ ـــــ ـــــــ ـــــ ـــ ـــــــ ـــــ ـــــــ ـــــــــ ـــــ ـــــ ـــــ ـــــــ ـــــ ـــــــ ـــــ ـــــــــ ـــــ ـــــــ ـــــ ـــ ـــــــ ـــــ ـــــــ: [1169, 377, 1325, 706]
- body-text-placeholder: ـــــ ـــــــ ـــــ ـــــــــ ـــــ ـــــــ ـــــ ـــ ـــــــ ـــــ ـــــــ ـــــــــ ـــــ ـــــ ـــــ ـــــــ ـــــ ـــــــ ـــــ ـــــــــ ـــــ ـــــــ ـــــ ـــ ـــــــ ـــــ ـــــــ ـــــــــ ـــــ ـــــ ـــــ ـــــــ ـــــ ـــــــ ـــــ ـــــــــ ـــــ ـــــــ ـــــ ـــ ـــــــ ـــــ ـــــــ ـــــــــ ـــــ ـــــ ـــــ ـــــــ ـــــ ـــــــ ـــــ ـــــــــ ـــــ ـــــــ ـــــ ـــ ـــــــ ـــــ ـــــــ ـــــــــ ـــــ ـــــ ـــــ ـــــــ ـــــ ـــــــ ـــــ ـــــــــ ـــــ ـــــــ ـــــ ـــ ـــــــ ـــــ ـــــــ ـــــــــ ـــــ ـــــ ـــــ ـــــــ ـــــ ـــــــ ـــــ: [352, 1584, 508, 1690]
- article-number: 26: [680, 875, 701, 889]
- article-number-tag: [25, 863, 181, 879]
- article-number: 48: [353, 525, 374, 539]
- article-number-tag: [352, 134, 508, 150]
- tag-brand-mark: سیاست: [210, 1770, 344, 1779]
- article-number-tag: [515, 476, 671, 492]
- tag-brand-mark: سیاست: [863, 1346, 997, 1355]
- body-text-placeholder: ـــــ ـــــــ ـــــ ـــــــــ ـــــ ـــــــ ـــــ ـــ ـــــــ ـــــ ـــــــ ـــــــــ ـــــ ـــــ ـــــ ـــــــ ـــــ ـــــــ ـــــ ـــــــــ ـــــ ـــــــ ـــــ ـــ ـــــــ ـــــ ـــــــ ـــــــــ ـــــ ـــــ ـــــ ـــــــ ـــــ ـــــــ ـــــ ـــــــــ ـــــ ـــــــ ـــــ ـــ ـــــــ ـــــ ـــــــ ـــــــــ ـــــ ـــــ ـــــ ـــــــ ـــــ ـــــــ ـــــ ـــــــــ ـــــ ـــــــ ـــــ ـــ ـــــــ ـــــ ـــــــ ـــــــــ ـــــ ـــــ ـــــ ـــــــ ـــــ ـــــــ ـــــ ـــــــــ ـــــ ـــــــ ـــــ ـــ ـــــــ ـــــ ـــــــ ـــــــــ ـــــ ـــــ ـــــ ـــــــ ـــــ ـــــــ ـــــ ـــــــــ ـــــ ـــــــ ـــــ ـــ ـــــــ ـــــ ـــــــ ـــــــــ ـــــ ـــــ ـــــ ـــــــ ـــــ ـــــــ ـــــ ـــــــــ ـــــ ـــــــ ـــــ ـــ ـــــــ ـــــ ـــــــ ـــــــــ ـــــ ـــــ ـــــ ـــــــ ـــــ ـــــــ ـــــ ـــــــــ ـــــ ـــــــ ـــــ ـــ ـــــــ ـــــ ـــــــ ـــــــــ ـــــ ـــــ ـــــ ـــــــ ـــــ ـــــــ ـــــ ـــــــــ ـــــ ـــــــ ـــــ ـــ ـــــــ ـــــ ـــــــ ـــــــــ ـــــ ـــــ ـــــ ـــــــ ـــــ ـــــــ ـــــ ـــــــــ ـــــ ـــــــ ـــــ ـــ ـــــــ ـــــ ـــــــ ـــــــــ ـــــ ـــــ ـــــ ـــــــ ـــــ ـــــــ ـــــ ـــــــــ ـــــ ـــــــ ـــــ ـــ ـــــــ ـــــ ـــــــ ـــــــــ ـــــ ـــــ ـــــ ـــــــ ـــــ ـــــــ ـــــ ـــــــــ ـــــ ـــــــ ـــــ ـــ ـــــــ ـــــ ـــــــ: [842, 827, 998, 1071]
- rail-segment: [1333, 157, 1349, 291]
- tag-brand-mark: سیاست: [210, 713, 344, 722]
- article-number-tag: [842, 807, 998, 823]
- article-number-tag: [352, 1824, 508, 1840]
- tag-brand-mark: سیاست: [863, 811, 997, 820]
- tag-brand-mark: سیاست: [700, 1639, 834, 1648]
- tag-brand-mark: سیاست: [373, 1568, 507, 1577]
- article-number-tag: [352, 264, 508, 280]
- text-column: [511, 22, 674, 2172]
- article-number: 44: [516, 1893, 537, 1907]
- tag-brand-mark: سیاست: [373, 788, 507, 797]
- body-text-placeholder: ـــــ ـــــــ ـــــ ـــــــــ ـــــ ـــــــ ـــــ ـــ ـــــــ ـــــ ـــــــ ـــــــــ ـــــ ـــــ ـــــ ـــــــ ـــــ ـــــــ ـــــ ـــــــــ ـــــ ـــــــ ـــــ ـــ ـــــــ ـــــ ـــــــ ـــــــــ ـــــ ـــــ ـــــ ـــــــ ـــــ ـــــــ ـــــ ـــــــــ ـــــ ـــــــ ـــــ ـــ ـــــــ ـــــ ـــــــ ـــــــــ ـــــ ـــــ ـــــ ـــــــ ـــــ ـــــــ ـــــ ـــــــــ ـــــ ـــــــ ـــــ ـــ ـــــــ ـــــ ـــــــ ـــــــــ ـــــ ـــــ ـــــ ـــــــ ـــــ ـــــــ ـــــ: [679, 1874, 835, 1959]
- article-number-tag: [679, 222, 835, 238]
- rail-segment: [1, 292, 17, 426]
- rail-segment: [1333, 1500, 1349, 1634]
- rail-segment: [1333, 1768, 1349, 1902]
- tag-brand-mark: سیاست: [1021, 307, 1161, 316]
- article-number: 36: [680, 1963, 701, 1977]
- article-number-tag: [25, 434, 181, 450]
- article-number: 18: [843, 1880, 864, 1894]
- article-number-tag: [842, 540, 998, 556]
- article-number-tag: [352, 1694, 508, 1710]
- body-text-placeholder: ـــــ ـــــــ ـــــ ـــــــــ ـــــ ـــــــ ـــــ ـــ ـــــــ ـــــ ـــــــ ـــــــــ ـــــ ـــــ ـــــ ـــــــ ـــــ ـــــــ ـــــ ـــــــــ ـــــ ـــــــ ـــــ ـــ ـــــــ ـــــ ـــــــ ـــــــــ ـــــ ـــــ ـــــ ـــــــ ـــــ ـــــــ ـــــ ـــــــــ ـــــ ـــــــ ـــــ ـــ ـــــــ ـــــ ـــــــ ـــــــــ ـــــ ـــــ ـــــ ـــــــ ـــــ ـــــــ ـــــ ـــــــــ ـــــ ـــــــ ـــــ ـــ ـــــــ ـــــ ـــــــ ـــــــــ ـــــ ـــــ ـــــ ـــــــ ـــــ ـــــــ ـــــ ـــــــــ ـــــ ـــــــ ـــــ ـــ ـــــــ ـــــ ـــــــ ـــــــــ ـــــ ـــــ ـــــ ـــــــ ـــــ ـــــــ ـــــ: [352, 154, 508, 260]
- tag-brand-mark: سیاست: [537, 1424, 671, 1433]
- tag-brand-mark: سیاست: [537, 1896, 671, 1905]
- article-number-tag: [679, 1527, 835, 1543]
- body-text-placeholder: ـــــ ـــــــ ـــــ ـــــــــ ـــــ ـــــــ ـــــ ـــ ـــــــ ـــــ ـــــــ ـــــــــ ـــــ ـــــ ـــــ ـــــــ ـــــ ـــــــ ـــــ ـــــــــ ـــــ ـــــــ ـــــ ـــ ـــــــ ـــــ ـــــــ ـــــــــ ـــــ ـــــ ـــــ ـــــــ ـــــ ـــــــ ـــــ ـــــــــ ـــــ ـــــــ ـــــ ـــ ـــــــ ـــــ ـــــــ ـــــــــ ـــــ ـــــ ـــــ ـــــــ ـــــ ـــــــ ـــــ ـــــــــ ـــــ ـــــــ ـــــ ـــ ـــــــ ـــــ ـــــــ ـــــــــ ـــــ ـــــ ـــــ ـــــــ ـــــ ـــــــ ـــــ ـــــــــ ـــــ ـــــــ ـــــ ـــ ـــــــ ـــــ ـــــــ ـــــــــ ـــــ ـــــ ـــــ ـــــــ ـــــ ـــــــ ـــــ ـــــــــ ـــــ ـــــــ ـــــ ـــ ـــــــ ـــــ ـــــــ ـــــــــ ـــــ ـــــ ـــــ ـــــــ ـــــ ـــــــ ـــــ ـــــــــ ـــــ ـــــــ ـــــ ـــ ـــــــ ـــــ ـــــــ ـــــــــ ـــــ ـــــ ـــــ ـــــــ ـــــ ـــــــ ـــــ ـــــــــ ـــــ ـــــــ ـــــ ـــ ـــــــ ـــــ ـــــــ ـــــــــ ـــــ ـــــ ـــــ ـــــــ ـــــ ـــــــ ـــــ ـــــــــ ـــــ ـــــــ ـــــ ـــ ـــــــ ـــــ ـــــــ ـــــــــ ـــــ ـــــ ـــــ ـــــــ ـــــ ـــــــ ـــــ: [25, 24, 181, 215]
- article-number-tag: [679, 548, 835, 564]
- body-text-placeholder: ـــــ ـــــــ ـــــ ـــــــــ ـــــ ـــــــ ـــــ ـــ ـــــــ ـــــ ـــــــ ـــــــــ ـــــ ـــــ ـــــ ـــــــ ـــــ ـــــــ ـــــ ـــــــــ ـــــ ـــــــ ـــــ ـــ ـــــــ ـــــ ـــــــ ـــــــــ ـــــ ـــــ ـــــ ـــــــ ـــــ ـــــــ ـــــ ـــــــــ ـــــ ـــــــ ـــــ ـــ ـــــــ ـــــ ـــــــ ـــــــــ ـــــ ـــــ ـــــ ـــــــ ـــــ ـــــــ ـــــ ـــــــــ ـــــ ـــــــ ـــــ ـــ ـــــــ ـــــ ـــــــ ـــــــــ ـــــ ـــــ ـــــ ـــــــ ـــــ ـــــــ ـــــ: [679, 350, 835, 435]
- body-text-placeholder: ـــــ ـــــــ ـــــ ـــــــــ ـــــ ـــــــ ـــــ ـــ ـــــــ ـــــ ـــــــ ـــــــــ ـــــ ـــــ ـــــ ـــــــ ـــــ ـــــــ ـــــ ـــــــــ ـــــ ـــــــ ـــــ ـــ ـــــــ ـــــ ـــــــ ـــــــــ ـــــ ـــــ ـــــ ـــــــ ـــــ ـــــــ ـــــ ـــــــــ ـــــ ـــــــ ـــــ ـــ ـــــــ ـــــ ـــــــ ـــــــــ ـــــ ـــــ ـــــ ـــــــ ـــــ ـــــــ ـــــ ـــــــــ ـــــ ـــــــ ـــــ ـــ ـــــــ ـــــ ـــــــ ـــــــــ ـــــ ـــــ ـــــ ـــــــ ـــــ ـــــــ ـــــ ـــــــــ ـــــ ـــــــ ـــــ ـــ ـــــــ ـــــ ـــــــ ـــــــــ ـــــ ـــــ ـــــ ـــــــ ـــــ ـــــــ ـــــ ـــــــــ ـــــ ـــــــ ـــــ ـــ ـــــــ ـــــ ـــــــ ـــــــــ ـــــ ـــــ ـــــ ـــــــ ـــــ ـــــــ ـــــ ـــــــــ ـــــ ـــــــ ـــــ ـــ ـــــــ ـــــ ـــــــ ـــــــــ ـــــ ـــــ ـــــ ـــــــ ـــــ ـــــــ ـــــ ـــــــــ ـــــ ـــــــ ـــــ ـــ ـــــــ ـــــ ـــــــ ـــــــــ ـــــ ـــــ ـــــ ـــــــ ـــــ ـــــــ ـــــ ـــــــــ ـــــ ـــــــ ـــــ ـــ ـــــــ ـــــ ـــــــ ـــــــــ ـــــ ـــــ ـــــ ـــــــ ـــــ ـــــــ ـــــ ـــــــــ ـــــ ـــــــ ـــــ ـــ ـــــــ ـــــ ـــــــ ـــــــــ ـــــ ـــــ ـــــ ـــــــ ـــــ ـــــــ ـــــ: [515, 732, 671, 944]
- article-number-tag: [842, 1343, 998, 1359]
- tag-brand-mark: سیاست: [863, 543, 997, 552]
- body-text-placeholder: ـــــ ـــــــ ـــــ ـــــــــ ـــــ ـــــــ ـــــ ـــ ـــــــ ـــــ ـــــــ ـــــــــ ـــــ ـــــ ـــــ ـــــــ ـــــ ـــــــ ـــــ ـــــــــ ـــــ ـــــــ ـــــ ـــ ـــــــ ـــــ ـــــــ ـــــــــ ـــــ ـــــ ـــــ ـــــــ ـــــ ـــــــ ـــــ ـــــــــ ـــــ ـــــــ ـــــ ـــ ـــــــ ـــــ ـــــــ ـــــــــ ـــــ ـــــ ـــــ ـــــــ ـــــ ـــــــ ـــــ ـــــــــ ـــــ ـــــــ ـــــ ـــ ـــــــ ـــــ ـــــــ ـــــــــ ـــــ ـــــ ـــــ ـــــــ ـــــ ـــــــ ـــــ ـــــــــ ـــــ ـــــــ ـــــ ـــ ـــــــ ـــــ ـــــــ ـــــــــ ـــــ ـــــ ـــــ ـــــــ ـــــ ـــــــ ـــــ ـــــــــ ـــــ ـــــــ ـــــ ـــ ـــــــ ـــــ ـــــــ ـــــــــ ـــــ ـــــ ـــــ ـــــــ ـــــ ـــــــ ـــــ ـــــــــ ـــــ ـــــــ ـــــ ـــ ـــــــ ـــــ ـــــــ ـــــــــ ـــــ ـــــ ـــــ ـــــــ ـــــ ـــــــ ـــــ ـــــــــ ـــــ ـــــــ ـــــ ـــ ـــــــ ـــــ ـــــــ ـــــــــ ـــــ ـــــ ـــــ ـــــــ ـــــ ـــــــ ـــــ ـــــــــ ـــــ ـــــــ ـــــ ـــ ـــــــ ـــــ ـــــــ ـــــــــ ـــــ ـــــ ـــــ ـــــــ ـــــ ـــــــ ـــــ ـــــــــ ـــــ ـــــــ ـــــ ـــ ـــــــ ـــــ ـــــــ ـــــــــ ـــــ ـــــ ـــــ ـــــــ ـــــ ـــــــ ـــــ: [515, 1440, 671, 1652]
- article-number-tag: [1169, 1062, 1325, 1078]
- tag-brand-mark: سیاست: [373, 1048, 507, 1057]
- article-number: 15: [843, 1076, 864, 1090]
- article-number-tag: [352, 1434, 508, 1450]
- article-number-tag: [25, 1937, 181, 1953]
- text-column: [348, 22, 511, 2172]
- body-text-placeholder: ـــــ ـــــــ ـــــ ـــــــــ ـــــ ـــــــ ـــــ ـــ ـــــــ ـــــ ـــــــ ـــــــــ ـــــ ـــــ ـــــ ـــــــ ـــــ ـــــــ ـــــ ـــــــــ ـــــ ـــــــ ـــــ ـــ ـــــــ ـــــ ـــــــ ـــــــــ ـــــ ـــــ ـــــ ـــــــ ـــــ ـــــــ ـــــ ـــــــــ ـــــ ـــــــ ـــــ ـــ ـــــــ ـــــ ـــــــ ـــــــــ ـــــ ـــــ ـــــ ـــــــ ـــــ ـــــــ ـــــ ـــــــــ ـــــ ـــــــ ـــــ ـــ ـــــــ ـــــ ـــــــ ـــــــــ ـــــ ـــــ ـــــ ـــــــ ـــــ ـــــــ ـــــ: [679, 568, 835, 653]
- body-text-placeholder: ـــــ ـــــــ ـــــ ـــــــــ ـــــ ـــــــ ـــــ ـــ ـــــــ ـــــ ـــــــ ـــــــــ ـــــ ـــــ ـــــ ـــــــ ـــــ ـــــــ ـــــ ـــــــــ ـــــ ـــــــ ـــــ ـــ ـــــــ ـــــ ـــــــ ـــــــــ ـــــ ـــــ ـــــ ـــــــ ـــــ ـــــــ ـــــ ـــــــــ ـــــ ـــــــ ـــــ ـــ ـــــــ ـــــ ـــــــ ـــــــــ ـــــ ـــــ ـــــ ـــــــ ـــــ ـــــــ ـــــ ـــــــــ ـــــ ـــــــ ـــــ ـــ ـــــــ ـــــ ـــــــ ـــــــــ ـــــ ـــــ ـــــ ـــــــ ـــــ ـــــــ ـــــ ـــــــــ ـــــ ـــــــ ـــــ ـــ ـــــــ ـــــ ـــــــ ـــــــــ ـــــ ـــــ ـــــ ـــــــ ـــــ ـــــــ ـــــ ـــــــــ ـــــ ـــــــ ـــــ ـــ ـــــــ ـــــ ـــــــ ـــــــــ ـــــ ـــــ ـــــ ـــــــ ـــــ ـــــــ ـــــ ـــــــــ ـــــ ـــــــ ـــــ ـــ ـــــــ ـــــ ـــــــ ـــــــــ ـــــ ـــــ ـــــ ـــــــ ـــــ ـــــــ ـــــ ـــــــــ ـــــ ـــــــ ـــــ ـــ ـــــــ ـــــ ـــــــ ـــــــــ ـــــ ـــــ ـــــ ـــــــ ـــــ ـــــــ ـــــ ـــــــــ ـــــ ـــــــ ـــــ ـــ ـــــــ ـــــ ـــــــ ـــــــــ ـــــ ـــــ ـــــ ـــــــ ـــــ ـــــــ ـــــ ـــــــــ ـــــ ـــــــ ـــــ ـــ ـــــــ ـــــ ـــــــ ـــــــــ ـــــ ـــــ ـــــ ـــــــ ـــــ ـــــــ ـــــ ـــــــــ ـــــ ـــــــ ـــــ ـــ ـــــــ ـــــ ـــــــ ـــــــــ ـــــ ـــــ ـــــ ـــــــ ـــــ ـــــــ ـــــ ـــــــــ ـــــ ـــــــ ـــــ ـــ ـــــــ ـــــ ـــــــ ـــــــــ ـــــ ـــــ ـــــ ـــــــ ـــــ ـــــــ ـــــ ـــــــــ ـــــ ـــــــ ـــــ ـــ ـــــــ ـــــ ـــــــ ـــــــــ ـــــ ـــــ ـــــ ـــــــ ـــــ ـــــــ ـــــ: [1005, 923, 1161, 1199]
- article-number: 19: [680, 114, 701, 128]
- tag-brand-mark: سیاست: [1021, 1206, 1161, 1215]
- article-number-tag: [352, 1564, 508, 1580]
- body-text-placeholder: ـــــ ـــــــ ـــــ ـــــــــ ـــــ ـــــــ ـــــ ـــ ـــــــ ـــــ ـــــــ ـــــــــ ـــــ ـــــ ـــــ ـــــــ ـــــ ـــــــ ـــــ ـــــــــ ـــــ ـــــــ ـــــ ـــ ـــــــ ـــــ ـــــــ ـــــــــ ـــــ ـــــ ـــــ ـــــــ ـــــ ـــــــ ـــــ ـــــــــ ـــــ ـــــــ ـــــ ـــ ـــــــ ـــــ ـــــــ ـــــــــ ـــــ ـــــ ـــــ ـــــــ ـــــ ـــــــ ـــــ ـــــــــ ـــــ ـــــــ ـــــ ـــ ـــــــ ـــــ ـــــــ ـــــــــ ـــــ ـــــ ـــــ ـــــــ ـــــ ـــــــ ـــــ ـــــــــ ـــــ ـــــــ ـــــ ـــ ـــــــ ـــــ ـــــــ ـــــــــ ـــــ ـــــ ـــــ ـــــــ ـــــ ـــــــ ـــــ ـــــــــ ـــــ ـــــــ ـــــ ـــ ـــــــ ـــــ ـــــــ ـــــــــ ـــــ ـــــ ـــــ ـــــــ ـــــ ـــــــ ـــــ ـــــــــ ـــــ ـــــــ ـــــ ـــ ـــــــ ـــــ ـــــــ ـــــــــ ـــــ ـــــ ـــــ ـــــــ ـــــ ـــــــ ـــــ ـــــــــ ـــــ ـــــــ ـــــ ـــ ـــــــ ـــــ ـــــــ ـــــــــ ـــــ ـــــ ـــــ ـــــــ ـــــ ـــــــ ـــــ ـــــــــ ـــــ ـــــــ ـــــ ـــ ـــــــ ـــــ ـــــــ ـــــــــ ـــــ ـــــ ـــــ ـــــــ ـــــ ـــــــ ـــــ ـــــــــ ـــــ ـــــــ ـــــ ـــ ـــــــ ـــــ ـــــــ ـــــــــ ـــــ ـــــ ـــــ ـــــــ ـــــ ـــــــ ـــــ: [515, 1676, 671, 1888]
- article-number: 10: [1006, 1503, 1027, 1517]
- body-text-placeholder: ـــــ ـــــــ ـــــ ـــــــــ ـــــ ـــــــ ـــــ ـــ ـــــــ ـــــ ـــــــ ـــــــــ ـــــ ـــــ ـــــ ـــــــ ـــــ ـــــــ ـــــ ـــــــــ ـــــ ـــــــ ـــــ ـــ ـــــــ ـــــ ـــــــ ـــــــــ ـــــ ـــــ ـــــ ـــــــ ـــــ ـــــــ ـــــ ـــــــــ ـــــ ـــــــ ـــــ ـــ ـــــــ ـــــ ـــــــ ـــــــــ ـــــ ـــــ ـــــ ـــــــ ـــــ ـــــــ ـــــ ـــــــــ ـــــ ـــــــ ـــــ ـــ ـــــــ ـــــ ـــــــ ـــــــــ ـــــ ـــــ ـــــ ـــــــ ـــــ ـــــــ ـــــ ـــــــــ ـــــ ـــــــ ـــــ ـــ ـــــــ ـــــ ـــــــ ـــــــــ ـــــ ـــــ ـــــ ـــــــ ـــــ ـــــــ ـــــ: [352, 1064, 508, 1170]
- body-text-placeholder: ـــــ ـــــــ ـــــ ـــــــــ ـــــ ـــــــ ـــــ ـــ ـــــــ ـــــ ـــــــ ـــــــــ ـــــ ـــــ ـــــ ـــــــ ـــــ ـــــــ ـــــ ـــــــــ ـــــ ـــــــ ـــــ ـــ ـــــــ ـــــ ـــــــ ـــــــــ ـــــ ـــــ ـــــ ـــــــ ـــــ ـــــــ ـــــ ـــــــــ ـــــ ـــــــ ـــــ ـــ ـــــــ ـــــ ـــــــ ـــــــــ ـــــ ـــــ ـــــ ـــــــ ـــــ ـــــــ ـــــ ـــــــــ ـــــ ـــــــ ـــــ ـــ ـــــــ ـــــ ـــــــ ـــــــــ ـــــ ـــــ ـــــ ـــــــ ـــــ ـــــــ ـــــ ـــــــــ ـــــ ـــــــ ـــــ ـــ ـــــــ ـــــ ـــــــ ـــــــــ ـــــ ـــــ ـــــ ـــــــ ـــــ ـــــــ ـــــ ـــــــــ ـــــ ـــــــ ـــــ ـــ ـــــــ ـــــ ـــــــ ـــــــــ ـــــ ـــــ ـــــ ـــــــ ـــــ ـــــــ ـــــ ـــــــــ ـــــ ـــــــ ـــــ ـــ ـــــــ ـــــ ـــــــ ـــــــــ ـــــ ـــــ ـــــ ـــــــ ـــــ ـــــــ ـــــ ـــــــــ ـــــ ـــــــ ـــــ ـــ ـــــــ ـــــ ـــــــ ـــــــــ ـــــ ـــــ ـــــ ـــــــ ـــــ ـــــــ ـــــ ـــــــــ ـــــ ـــــــ ـــــ ـــ ـــــــ ـــــ ـــــــ ـــــــــ ـــــ ـــــ ـــــ ـــــــ ـــــ ـــــــ ـــــ: [25, 1742, 181, 1933]
- article-number: 63: [189, 1415, 210, 1429]
- article-number-tag: [679, 113, 835, 129]
- article-number-tag: [1005, 304, 1161, 320]
- article-number-tag: [25, 1508, 181, 1524]
- footer-segment: [338, 2176, 451, 2193]
- article-number-tag: [25, 1722, 181, 1738]
- tag-brand-mark: سیاست: [373, 1438, 507, 1447]
- body-text-placeholder: ـــــ ـــــــ ـــــ ـــــــــ ـــــ ـــــــ ـــــ ـــ ـــــــ ـــــ ـــــــ ـــــــــ ـــــ ـــــ ـــــ ـــــــ ـــــ ـــــــ ـــــ ـــــــــ ـــــ ـــــــ ـــــ ـــ ـــــــ ـــــ ـــــــ ـــــــــ ـــــ ـــــ ـــــ ـــــــ ـــــ ـــــــ ـــــ ـــــــــ ـــــ ـــــــ ـــــ ـــ ـــــــ ـــــ ـــــــ ـــــــــ ـــــ ـــــ ـــــ ـــــــ ـــــ ـــــــ ـــــ ـــــــــ ـــــ ـــــــ ـــــ ـــ ـــــــ ـــــ ـــــــ ـــــــــ ـــــ ـــــ ـــــ ـــــــ ـــــ ـــــــ ـــــ ـــــــــ ـــــ ـــــــ ـــــ ـــ ـــــــ ـــــ ـــــــ ـــــــــ ـــــ ـــــ ـــــ ـــــــ ـــــ ـــــــ ـــــ ـــــــــ ـــــ ـــــــ ـــــ ـــ ـــــــ ـــــ ـــــــ ـــــــــ ـــــ ـــــ ـــــ ـــــــ ـــــ ـــــــ ـــــ ـــــــــ ـــــ ـــــــ ـــــ ـــ ـــــــ ـــــ ـــــــ ـــــــــ ـــــ ـــــ ـــــ ـــــــ ـــــ ـــــــ ـــــ ـــــــــ ـــــ ـــــــ ـــــ ـــ ـــــــ ـــــ ـــــــ ـــــــــ ـــــ ـــــ ـــــ ـــــــ ـــــ ـــــــ ـــــ ـــــــــ ـــــ ـــــــ ـــــ ـــ ـــــــ ـــــ ـــــــ ـــــــــ ـــــ ـــــ ـــــ ـــــــ ـــــ ـــــــ ـــــ ـــــــــ ـــــ ـــــــ ـــــ ـــ ـــــــ ـــــ ـــــــ ـــــــــ ـــــ ـــــ ـــــ ـــــــ ـــــ ـــــــ ـــــ ـــــــــ ـــــ ـــــــ ـــــ ـــ ـــــــ ـــــ ـــــــ ـــــــــ ـــــ ـــــ ـــــ ـــــــ ـــــ ـــــــ ـــــ ـــــــــ ـــــ ـــــــ ـــــ ـــ ـــــــ ـــــ ـــــــ ـــــــــ ـــــ ـــــ ـــــ ـــــــ ـــــ ـــــــ ـــــ ـــــــــ ـــــ ـــــــ ـــــ ـــ ـــــــ ـــــ ـــــــ ـــــــــ ـــــ ـــــ ـــــ ـــــــ ـــــ ـــــــ ـــــ: [1005, 623, 1161, 899]
- body-text-placeholder: ـــــ ـــــــ ـــــ ـــــــــ ـــــ ـــــــ ـــــ ـــ ـــــــ ـــــ ـــــــ ـــــــــ ـــــ ـــــ ـــــ ـــــــ ـــــ ـــــــ ـــــ ـــــــــ ـــــ ـــــــ ـــــ ـــ ـــــــ ـــــ ـــــــ ـــــــــ ـــــ ـــــ ـــــ ـــــــ ـــــ ـــــــ ـــــ ـــــــــ ـــــ ـــــــ ـــــ ـــ ـــــــ ـــــ ـــــــ ـــــــــ ـــــ ـــــ ـــــ ـــــــ ـــــ ـــــــ ـــــ ـــــــــ ـــــ ـــــــ ـــــ ـــ ـــــــ ـــــ ـــــــ ـــــــــ ـــــ ـــــ ـــــ ـــــــ ـــــ ـــــــ ـــــ: [679, 1438, 835, 1523]
- tag-brand-mark: سیاست: [700, 1095, 834, 1104]
- article-number-tag: [352, 784, 508, 800]
- footer-segment: [225, 2176, 338, 2193]
- article-number-tag: [188, 1062, 344, 1078]
- article-number: 28: [680, 1093, 701, 1107]
- rail-segment: [1333, 2037, 1349, 2171]
- body-text-placeholder: ـــــ ـــــــ ـــــ ـــــــــ ـــــ ـــــــ ـــــ ـــ ـــــــ ـــــ ـــــــ ـــــــــ ـــــ ـــــ ـــــ ـــــــ ـــــ ـــــــ ـــــ ـــــــــ ـــــ ـــــــ ـــــ ـــ ـــــــ ـــــ ـــــــ ـــــــــ ـــــ ـــــ ـــــ ـــــــ ـــــ ـــــــ ـــــ ـــــــــ ـــــ ـــــــ ـــــ ـــ ـــــــ ـــــ ـــــــ ـــــــــ ـــــ ـــــ ـــــ ـــــــ ـــــ ـــــــ ـــــ ـــــــــ ـــــ ـــــــ ـــــ ـــ ـــــــ ـــــ ـــــــ ـــــــــ ـــــ ـــــ ـــــ ـــــــ ـــــ ـــــــ ـــــ ـــــــــ ـــــ ـــــــ ـــــ ـــ ـــــــ ـــــ ـــــــ ـــــــــ ـــــ ـــــ ـــــ ـــــــ ـــــ ـــــــ ـــــ: [352, 414, 508, 520]
- text-column: [1165, 22, 1328, 2172]
- body-text-placeholder: ـــــ ـــــــ ـــــ ـــــــــ ـــــ ـــــــ ـــــ ـــ ـــــــ ـــــ ـــــــ ـــــــــ ـــــ ـــــ ـــــ ـــــــ ـــــ ـــــــ ـــــ ـــــــــ ـــــ ـــــــ ـــــ ـــ ـــــــ ـــــ ـــــــ ـــــــــ ـــــ ـــــ ـــــ ـــــــ ـــــ ـــــــ ـــــ ـــــــــ ـــــ ـــــــ ـــــ ـــ ـــــــ ـــــ ـــــــ ـــــــــ ـــــ ـــــ ـــــ ـــــــ ـــــ ـــــــ ـــــ ـــــــــ ـــــ ـــــــ ـــــ ـــ ـــــــ ـــــ ـــــــ ـــــــــ ـــــ ـــــ ـــــ ـــــــ ـــــ ـــــــ ـــــ ـــــــــ ـــــ ـــــــ ـــــ ـــ ـــــــ ـــــ ـــــــ ـــــــــ ـــــ ـــــ ـــــ ـــــــ ـــــ ـــــــ ـــــ ـــــــــ ـــــ ـــــــ ـــــ ـــ ـــــــ ـــــ ـــــــ ـــــــــ ـــــ ـــــ ـــــ ـــــــ ـــــ ـــــــ ـــــ ـــــــــ ـــــ ـــــــ ـــــ ـــ ـــــــ ـــــ ـــــــ ـــــــــ ـــــ ـــــ ـــــ ـــــــ ـــــ ـــــــ ـــــ ـــــــــ ـــــ ـــــــ ـــــ ـــ ـــــــ ـــــ ـــــــ ـــــــــ ـــــ ـــــ ـــــ ـــــــ ـــــ ـــــــ ـــــ ـــــــــ ـــــ ـــــــ ـــــ ـــ ـــــــ ـــــ ـــــــ ـــــــــ ـــــ ـــــ ـــــ ـــــــ ـــــ ـــــــ ـــــ ـــــــــ ـــــ ـــــــ ـــــ ـــ ـــــــ ـــــ ـــــــ ـــــــــ ـــــ ـــــ ـــــ ـــــــ ـــــ ـــــــ ـــــ ـــــــــ ـــــ ـــــــ ـــــ ـــ ـــــــ ـــــ ـــــــ ـــــــــ ـــــ ـــــ ـــــ ـــــــ ـــــ ـــــــ ـــــ ـــــــــ ـــــ ـــــــ ـــــ ـــ ـــــــ ـــــ ـــــــ: [842, 1631, 998, 1875]
- tag-brand-mark: سیاست: [700, 1204, 834, 1213]
- rail-segment: [1, 2037, 17, 2171]
- article-number-tag: [1005, 1202, 1161, 1218]
- footer-segment: [113, 2176, 226, 2193]
- body-text-placeholder: ـــــ ـــــــ ـــــ ـــــــــ ـــــ ـــــــ ـــــ ـــ ـــــــ ـــــ ـــــــ ـــــــــ ـــــ ـــــ ـــــ ـــــــ ـــــ ـــــــ ـــــ ـــــــــ ـــــ ـــــــ ـــــ ـــ ـــــــ ـــــ ـــــــ ـــــــــ ـــــ ـــــ ـــــ ـــــــ ـــــ ـــــــ ـــــ ـــــــــ ـــــ ـــــــ ـــــ ـــ ـــــــ ـــــ ـــــــ ـــــــــ ـــــ ـــــ ـــــ ـــــــ ـــــ ـــــــ ـــــ ـــــــــ ـــــ ـــــــ ـــــ ـــ ـــــــ ـــــ ـــــــ ـــــــــ ـــــ ـــــ ـــــ ـــــــ ـــــ ـــــــ ـــــ ـــــــــ ـــــ ـــــــ ـــــ ـــ ـــــــ ـــــ ـــــــ ـــــــــ ـــــ ـــــ ـــــ ـــــــ ـــــ ـــــــ ـــــ ـــــــــ ـــــ ـــــــ ـــــ ـــ ـــــــ ـــــ ـــــــ ـــــــــ ـــــ ـــــ ـــــ ـــــــ ـــــ ـــــــ ـــــ ـــــــــ ـــــ ـــــــ ـــــ ـــ ـــــــ ـــــ ـــــــ ـــــــــ ـــــ ـــــ ـــــ ـــــــ ـــــ ـــــــ ـــــ ـــــــــ ـــــ ـــــــ ـــــ ـــ ـــــــ ـــــ ـــــــ ـــــــــ ـــــ ـــــ ـــــ ـــــــ ـــــ ـــــــ ـــــ ـــــــــ ـــــ ـــــــ ـــــ ـــ ـــــــ ـــــ ـــــــ ـــــــــ ـــــ ـــــ ـــــ ـــــــ ـــــ ـــــــ ـــــ ـــــــــ ـــــ ـــــــ ـــــ ـــ ـــــــ ـــــ ـــــــ ـــــــــ ـــــ ـــــ ـــــ ـــــــ ـــــ ـــــــ ـــــ ـــــــــ ـــــ ـــــــ ـــــ ـــ ـــــــ ـــــ ـــــــ ـــــــــ ـــــ ـــــ ـــــ ـــــــ ـــــ ـــــــ ـــــ ـــــــــ ـــــ ـــــــ ـــــ ـــ ـــــــ ـــــ ـــــــ ـــــــــ ـــــ ـــــ ـــــ ـــــــ ـــــ ـــــــ ـــــ ـــــــــ ـــــ ـــــــ ـــــ ـــ ـــــــ ـــــ ـــــــ ـــــــــ ـــــ ـــــ ـــــ ـــــــ ـــــ ـــــــ ـــــ ـــــــــ ـــــ ـــــــ ـــــ ـــ ـــــــ ـــــ ـــــــ ـــــــــ ـــــ ـــــ ـــــ ـــــــ ـــــ ـــــــ ـــــ ـــــــــ ـــــ ـــــــ ـــــ ـــ ـــــــ ـــــ ـــــــ ـــــــــ ـــــ ـــــ ـــــ ـــــــ ـــــ ـــــــ ـــــ ـــــــــ ـــــ ـــــــ ـــــ ـــ ـــــــ ـــــ ـــــــ: [188, 729, 344, 1058]
- article-number-tag: [679, 1418, 835, 1434]
- masthead-city: "Muzaffarabad: [85, 2, 168, 16]
- article-number-tag: [515, 240, 671, 256]
- article-number-tag: [1005, 1802, 1161, 1818]
- body-text-placeholder: ـــــ ـــــــ ـــــ ـــــــــ ـــــ ـــــــ ـــــ ـــ ـــــــ ـــــ ـــــــ ـــــــــ ـــــ ـــــ ـــــ ـــــــ ـــــ ـــــــ ـــــ ـــــــــ ـــــ ـــــــ ـــــ ـــ ـــــــ ـــــ ـــــــ ـــــــــ ـــــ ـــــ ـــــ ـــــــ ـــــ ـــــــ ـــــ ـــــــــ ـــــ ـــــــ ـــــ ـــ ـــــــ ـــــ ـــــــ ـــــــــ ـــــ ـــــ ـــــ ـــــــ ـــــ ـــــــ ـــــ ـــــــــ ـــــ ـــــــ ـــــ ـــ ـــــــ ـــــ ـــــــ ـــــــــ ـــــ ـــــ ـــــ ـــــــ ـــــ ـــــــ ـــــ: [679, 1330, 835, 1415]
- body-text-placeholder: ـــــ ـــــــ ـــــ ـــــــــ ـــــ ـــــــ ـــــ ـــ ـــــــ ـــــ ـــــــ ـــــــــ ـــــ ـــــ ـــــ ـــــــ ـــــ ـــــــ ـــــ ـــــــــ ـــــ ـــــــ ـــــ ـــ ـــــــ ـــــ ـــــــ ـــــــــ ـــــ ـــــ ـــــ ـــــــ ـــــ ـــــــ ـــــ ـــــــــ ـــــ ـــــــ ـــــ ـــ ـــــــ ـــــ ـــــــ ـــــــــ ـــــ ـــــ ـــــ ـــــــ ـــــ ـــــــ ـــــ ـــــــــ ـــــ ـــــــ ـــــ ـــ ـــــــ ـــــ ـــــــ ـــــــــ ـــــ ـــــ ـــــ ـــــــ ـــــ ـــــــ ـــــ: [679, 1112, 835, 1197]
- tag-brand-mark: سیاست: [1184, 1065, 1324, 1074]
- body-text-placeholder: ـــــ ـــــــ ـــــ ـــــــــ ـــــ ـــــــ ـــــ ـــ ـــــــ ـــــ ـــــــ ـــــــــ ـــــ ـــــ ـــــ ـــــــ ـــــ ـــــــ ـــــ ـــــــــ ـــــ ـــــــ ـــــ ـــ ـــــــ ـــــ ـــــــ ـــــــــ ـــــ ـــــ ـــــ ـــــــ ـــــ ـــــــ ـــــ ـــــــــ ـــــ ـــــــ ـــــ ـــ ـــــــ ـــــ ـــــــ ـــــــــ ـــــ ـــــ ـــــ ـــــــ ـــــ ـــــــ ـــــ ـــــــــ ـــــ ـــــــ ـــــ ـــ ـــــــ ـــــ ـــــــ ـــــــــ ـــــ ـــــ ـــــ ـــــــ ـــــ ـــــــ ـــــ: [679, 1547, 835, 1632]
- body-text-placeholder: ـــــ ـــــــ ـــــ ـــــــــ ـــــ ـــــــ ـــــ ـــ ـــــــ ـــــ ـــــــ ـــــــــ ـــــ ـــــ ـــــ ـــــــ ـــــ ـــــــ ـــــ ـــــــــ ـــــ ـــــــ ـــــ ـــ ـــــــ ـــــ ـــــــ ـــــــــ ـــــ ـــــ ـــــ ـــــــ ـــــ ـــــــ ـــــ ـــــــــ ـــــ ـــــــ ـــــ ـــ ـــــــ ـــــ ـــــــ ـــــــــ ـــــ ـــــ ـــــ ـــــــ ـــــ ـــــــ ـــــ ـــــــــ ـــــ ـــــــ ـــــ ـــ ـــــــ ـــــ ـــــــ ـــــــــ ـــــ ـــــ ـــــ ـــــــ ـــــ ـــــــ ـــــ ـــــــــ ـــــ ـــــــ ـــــ ـــ ـــــــ ـــــ ـــــــ ـــــــــ ـــــ ـــــ ـــــ ـــــــ ـــــ ـــــــ ـــــ ـــــــــ ـــــ ـــــــ ـــــ ـــ ـــــــ ـــــ ـــــــ ـــــــــ ـــــ ـــــ ـــــ ـــــــ ـــــ ـــــــ ـــــ ـــــــــ ـــــ ـــــــ ـــــ ـــ ـــــــ ـــــ ـــــــ ـــــــــ ـــــ ـــــ ـــــ ـــــــ ـــــ ـــــــ ـــــ ـــــــــ ـــــ ـــــــ ـــــ ـــ ـــــــ ـــــ ـــــــ ـــــــــ ـــــ ـــــ ـــــ ـــــــ ـــــ ـــــــ ـــــ ـــــــــ ـــــ ـــــــ ـــــ ـــ ـــــــ ـــــ ـــــــ ـــــــــ ـــــ ـــــ ـــــ ـــــــ ـــــ ـــــــ ـــــ ـــــــــ ـــــ ـــــــ ـــــ ـــ ـــــــ ـــــ ـــــــ ـــــــــ ـــــ ـــــ ـــــ ـــــــ ـــــ ـــــــ ـــــ ـــــــــ ـــــ ـــــــ ـــــ ـــ ـــــــ ـــــ ـــــــ ـــــــــ ـــــ ـــــ ـــــ ـــــــ ـــــ ـــــــ ـــــ ـــــــــ ـــــ ـــــــ ـــــ ـــ ـــــــ ـــــ ـــــــ: [842, 560, 998, 804]
- tag-brand-mark: سیاست: [47, 1511, 181, 1520]
- body-text-placeholder: ـــــ ـــــــ ـــــ ـــــــــ ـــــ ـــــــ ـــــ ـــ ـــــــ ـــــ ـــــــ ـــــــــ ـــــ ـــــ ـــــ ـــــــ ـــــ ـــــــ ـــــ ـــــــــ ـــــ ـــــــ ـــــ ـــ ـــــــ ـــــ ـــــــ ـــــــــ ـــــ ـــــ ـــــ ـــــــ ـــــ ـــــــ ـــــ ـــــــــ ـــــ ـــــــ ـــــ ـــ ـــــــ ـــــ ـــــــ ـــــــــ ـــــ ـــــ ـــــ ـــــــ ـــــ ـــــــ ـــــ ـــــــــ ـــــ ـــــــ ـــــ ـــ ـــــــ ـــــ ـــــــ ـــــــــ ـــــ ـــــ ـــــ ـــــــ ـــــ ـــــــ ـــــ ـــــــــ ـــــ ـــــــ ـــــ ـــ ـــــــ ـــــ ـــــــ ـــــــــ ـــــ ـــــ ـــــ ـــــــ ـــــ ـــــــ ـــــ ـــــــــ ـــــ ـــــــ ـــــ ـــ ـــــــ ـــــ ـــــــ ـــــــــ ـــــ ـــــ ـــــ ـــــــ ـــــ ـــــــ ـــــ ـــــــــ ـــــ ـــــــ ـــــ ـــ ـــــــ ـــــ ـــــــ ـــــــــ ـــــ ـــــ ـــــ ـــــــ ـــــ ـــــــ ـــــ ـــــــــ ـــــ ـــــــ ـــــ ـــ ـــــــ ـــــ ـــــــ ـــــــــ ـــــ ـــــ ـــــ ـــــــ ـــــ ـــــــ ـــــ ـــــــــ ـــــ ـــــــ ـــــ ـــ ـــــــ ـــــ ـــــــ ـــــــــ ـــــ ـــــ ـــــ ـــــــ ـــــ ـــــــ ـــــ ـــــــــ ـــــ ـــــــ ـــــ ـــ ـــــــ ـــــ ـــــــ ـــــــــ ـــــ ـــــ ـــــ ـــــــ ـــــ ـــــــ ـــــ ـــــــــ ـــــ ـــــــ ـــــ ـــ ـــــــ ـــــ ـــــــ ـــــــــ ـــــ ـــــ ـــــ ـــــــ ـــــ ـــــــ ـــــ ـــــــــ ـــــ ـــــــ ـــــ ـــ ـــــــ ـــــ ـــــــ ـــــــــ ـــــ ـــــ ـــــ ـــــــ ـــــ ـــــــ ـــــ ـــــــــ ـــــ ـــــــ ـــــ ـــ ـــــــ ـــــ ـــــــ ـــــــــ ـــــ ـــــ ـــــ ـــــــ ـــــ ـــــــ ـــــ ـــــــــ ـــــ ـــــــ ـــــ ـــ ـــــــ ـــــ ـــــــ ـــــــــ ـــــ ـــــ ـــــ ـــــــ ـــــ ـــــــ ـــــ ـــــــــ ـــــ ـــــــ ـــــ ـــ ـــــــ ـــــ ـــــــ ـــــــــ ـــــ ـــــ ـــــ ـــــــ ـــــ ـــــــ ـــــ ـــــــــ ـــــ ـــــــ ـــــ ـــ ـــــــ ـــــ ـــــــ: [1169, 24, 1325, 353]
- body-text-placeholder: ـــــ ـــــــ ـــــ ـــــــــ ـــــ ـــــــ ـــــ ـــ ـــــــ ـــــ ـــــــ ـــــــــ ـــــ ـــــ ـــــ ـــــــ ـــــ ـــــــ ـــــ ـــــــــ ـــــ ـــــــ ـــــ ـــ ـــــــ ـــــ ـــــــ ـــــــــ ـــــ ـــــ ـــــ ـــــــ ـــــ ـــــــ ـــــ ـــــــــ ـــــ ـــــــ ـــــ ـــ ـــــــ ـــــ ـــــــ ـــــــــ ـــــ ـــــ ـــــ ـــــــ ـــــ ـــــــ ـــــ ـــــــــ ـــــ ـــــــ ـــــ ـــ ـــــــ ـــــ ـــــــ ـــــــــ ـــــ ـــــ ـــــ ـــــــ ـــــ ـــــــ ـــــ ـــــــــ ـــــ ـــــــ ـــــ ـــ ـــــــ ـــــ ـــــــ ـــــــــ ـــــ ـــــ ـــــ ـــــــ ـــــ ـــــــ ـــــ ـــــــــ ـــــ ـــــــ ـــــ ـــ ـــــــ ـــــ ـــــــ ـــــــــ ـــــ ـــــ ـــــ ـــــــ ـــــ ـــــــ ـــــ ـــــــــ ـــــ ـــــــ ـــــ ـــ ـــــــ ـــــ ـــــــ ـــــــــ ـــــ ـــــ ـــــ ـــــــ ـــــ ـــــــ ـــــ ـــــــــ ـــــ ـــــــ ـــــ ـــ ـــــــ ـــــ ـــــــ ـــــــــ ـــــ ـــــ ـــــ ـــــــ ـــــ ـــــــ ـــــ ـــــــــ ـــــ ـــــــ ـــــ ـــ ـــــــ ـــــ ـــــــ ـــــــــ ـــــ ـــــ ـــــ ـــــــ ـــــ ـــــــ ـــــ ـــــــــ ـــــ ـــــــ ـــــ ـــ ـــــــ ـــــ ـــــــ ـــــــــ ـــــ ـــــ ـــــ ـــــــ ـــــ ـــــــ ـــــ: [515, 968, 671, 1180]
- article-number-tag: [679, 983, 835, 999]
- article-number: 43: [516, 1657, 537, 1671]
- article-number-tag: [515, 712, 671, 728]
- rail-segment: [1, 426, 17, 560]
- article-number: 9: [1006, 1203, 1020, 1217]
- article-number-tag: [1169, 357, 1325, 373]
- article-number: 52: [353, 1045, 374, 1059]
- article-number: 22: [680, 440, 701, 454]
- masthead-urdu: روزنامہ ’’سیاست‘‘ مظفرآباد/میرپور/کراچی 05 مئی 2025ء: [994, 2, 1346, 16]
